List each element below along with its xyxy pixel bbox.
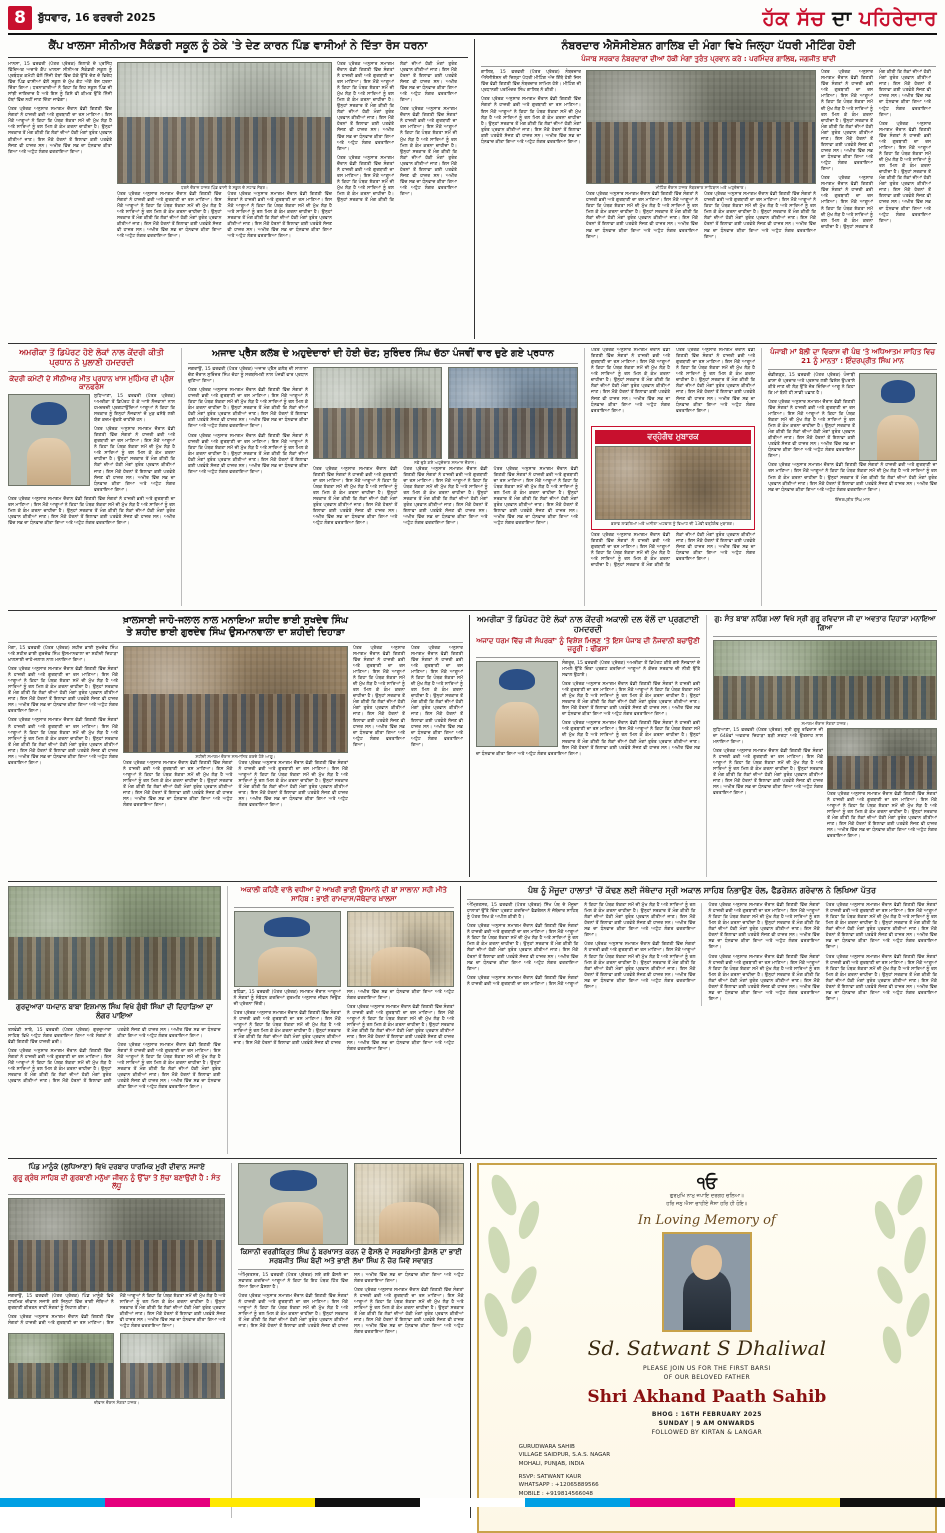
subheadline: ਕੇਂਦਰੀ ਕਮੇਟੀ ਦੇ ਸੀਨੀਅਰ ਮੀਤ ਪ੍ਰਧਾਨ ਖਾਸ ਮੁਹਿੰਮਰ ਦੀ ਪ੍ਰੈਸ ਕਾਨਫਰੰਸ bbox=[9, 375, 174, 392]
deceased-photo bbox=[662, 1232, 752, 1332]
bhog-date: BHOG : 16TH FEBRUARY 2025 bbox=[651, 1410, 762, 1418]
article-photo-2 bbox=[347, 911, 454, 987]
article-photo bbox=[586, 70, 816, 184]
article-text: ਚੰਡੀਗੜ੍ਹ, 15 ਫਰਵਰੀ (ਪੱਤਰ ਪ੍ਰੇਰਕ) ਪੰਜਾਬੀ ਭਾਸ਼ਾ ਦੇ ਪ੍ਰਚਾਰ ਅਤੇ ਪ੍ਰਸਾਰ ਲਈ ਵਿਸ਼ੇਸ਼ ਉਪਰਾਲੇ ਕੀਤੇ ਜਾਣ ਦੀ ਲੋੜ ਉੱਤੇ ਜ਼ੋਰ ਦਿੰਦਿਆਂ ਆਗੂ ਨੇ ਕਿਹਾ ਕਿ ਮਾਂ ਬੋਲੀ ਹੀ ਸਾਡੀ ਪਛਾਣ ਹੈ। ਪੱਤਰ ਪ੍ਰੇਰਕ ਅਨੁਸਾਰ ਸਮਾਗਮ ਦੌਰਾਨ ਵੱਡੀ ਗਿਣਤੀ ਵਿੱਚ ਸੰਗਤਾਂ ਨੇ ਹਾਜ਼ਰੀ ਭਰੀ ਅਤੇ ਗੁਰਬਾਣੀ ਦਾ ਰਸ ਮਾਣਿਆ। ਇਸ ਮੌਕੇ ਆਗੂਆਂ ਨੇ ਕਿਹਾ ਕਿ ਪੰਥਕ ਏਕਤਾ ਸਮੇਂ ਦੀ ਮੁੱਖ ਲੋੜ ਹੈ ਅਤੇ ਸਾਰਿਆਂ ਨੂੰ ਰਲ ਮਿਲ ਕੇ ਕੰਮ ਕਰਨਾ ਚਾਹੀਦਾ ਹੈ। ਉਨ੍ਹਾਂ ਸਰਕਾਰ ਤੋਂ ਮੰਗ ਕੀਤੀ ਕਿ ਲੋਕਾਂ ਦੀਆਂ ਹੱਕੀ ਮੰਗਾਂ ਤੁਰੰਤ ਪ੍ਰਵਾਨ ਕੀਤੀਆਂ ਜਾਣ। ਇਸ ਮੌਕੇ ਹੋਰਨਾਂ ਤੋਂ ਇਲਾਵਾ ਕਈ ਪਤਵੰਤੇ ਸੱਜਣ ਵੀ ਹਾਜ਼ਰ ਸਨ। ਅਖੀਰ ਵਿੱਚ ਸਭ ਦਾ ਧੰਨਵਾਦ ਕੀਤਾ ਗਿਆ ਅਤੇ ਅਟੁੱਟ ਲੰਗਰ ਵਰਤਾਇਆ ਗਿਆ। ਪੱਤਰ ਪ੍ਰੇਰਕ ਅਨੁਸਾਰ ਸਮਾਗਮ ਦੌਰਾਨ ਵੱਡੀ ਗਿਣਤੀ ਵਿੱਚ ਸੰਗਤਾਂ ਨੇ ਹਾਜ਼ਰੀ ਭਰੀ ਅਤੇ ਗੁਰਬਾਣੀ ਦਾ ਰਸ ਮਾਣਿਆ। ਇਸ ਮੌਕੇ ਆਗੂਆਂ ਨੇ ਕਿਹਾ ਕਿ ਪੰਥਕ ਏਕਤਾ ਸਮੇਂ ਦੀ ਮੁੱਖ ਲੋੜ ਹੈ ਅਤੇ ਸਾਰਿਆਂ ਨੂੰ ਰਲ ਮਿਲ ਕੇ ਕੰਮ ਕਰਨਾ ਚਾਹੀਦਾ ਹੈ। ਉਨ੍ਹਾਂ ਸਰਕਾਰ ਤੋਂ ਮੰਗ ਕੀਤੀ ਕਿ ਲੋਕਾਂ ਦੀਆਂ ਹੱਕੀ ਮੰਗਾਂ ਤੁਰੰਤ ਪ੍ਰਵਾਨ ਕੀਤੀਆਂ ਜਾਣ। ਇਸ ਮੌਕੇ ਹੋਰਨਾਂ ਤੋਂ ਇਲਾਵਾ ਕਈ ਪਤਵੰਤੇ ਸੱਜਣ ਵੀ ਹਾਜ਼ਰ ਸਨ। ਅਖੀਰ ਵਿੱਚ ਸਭ ਦਾ ਧੰਨਵਾਦ ਕੀਤਾ ਗਿਆ ਅਤੇ ਅਟੁੱਟ ਲੰਗਰ ਵਰਤਾਇਆ ਗਿਆ। bbox=[768, 372, 937, 493]
headline: ਅਜਾਦ ਪ੍ਰੈੱਸ ਕਲੱਬ ਦੇ ਅਹੁਦੇਦਾਰਾਂ ਦੀ ਹੋਈ ਚੋਣ; ਸੁਰਿੰਦਰ ਸਿੰਘ ਚੱਠਾ ਪੰਜਵੀਂ ਵਾਰ ਚੁਣੇ ਗਏ ਪ੍ਰਧਾਨ bbox=[212, 348, 554, 359]
headline: ਕਿਸਾਨੀ ਵਰਗੀਕ੍ਰਿਤ ਸਿੰਘ ਨੂੰ ਬਰਖਾਸਤ ਕਰਨ ਦੇ ਫੈਸਲੇ ਦੇ ਸਰਬਸੰਮਤੀ ਫ਼ੈਸਲੇ ਦਾ ਭਾਈ ਸਰਬਜੀਤ ਸਿੰਘ ਬੇਦੀ ਅਤੇ ਭਾਈ ਲੱਖਾ ਸਿੰਘ ਨੇ ਜ਼ੋਰ ਜਿਵੇਂ ਸਵਾਗਤ bbox=[240, 1248, 462, 1265]
headline: ਅਮਰੀਕਾ ਤੋਂ ਡਿਪੋਰਟ ਹੋਏ ਲੋਕਾਂ ਨਾਲ ਕੇਂਦਰੀ ਕੀਤੀ ਪ੍ਰਧਾਨ ਨੇ ਪੁਲਾਣੀ ਹਮਦਰਦੀ bbox=[19, 348, 164, 367]
masthead-left bbox=[8, 6, 156, 30]
headline: ਅਮਰੀਕਾ ਤੋਂ ਡਿਪੋਰਟ ਹੋਏ ਲੋਕਾਂ ਨਾਲ ਕੇਂਦਰੀ ਅਕਾਲੀ ਦਲ ਵੱਲੋਂ ਦਾ ਪ੍ਰਗਟਾਈ ਹਮਦਰਦੀ bbox=[477, 615, 699, 634]
article-photo-1 bbox=[238, 1163, 348, 1245]
article-text-col: ਲੁਧਿਆਣਾ, 15 ਫਰਵਰੀ (ਪੱਤਰ ਪ੍ਰੇਰਕ) ਸ੍ਰੀ ਗੁਰੂ ਰਵਿਦਾਸ ਜੀ ਦਾ 648ਵਾਂ ਅਵਤਾਰ ਦਿਹਾੜਾ ਬੜੀ ਸ਼ਰਧਾ ਅਤੇ ਉਤਸ਼ਾਹ ਨਾਲ ਮਨਾਇਆ ਗਿਆ। ਪੱਤਰ ਪ੍ਰੇਰਕ ਅਨੁਸਾਰ ਸਮਾਗਮ ਦੌਰਾਨ ਵੱਡੀ ਗਿਣਤੀ ਵਿੱਚ ਸੰਗਤਾਂ ਨੇ ਹਾਜ਼ਰੀ ਭਰੀ ਅਤੇ ਗੁਰਬਾਣੀ ਦਾ ਰਸ ਮਾਣਿਆ। ਇਸ ਮੌਕੇ ਆਗੂਆਂ ਨੇ ਕਿਹਾ ਕਿ ਪੰਥਕ ਏਕਤਾ ਸਮੇਂ ਦੀ ਮੁੱਖ ਲੋੜ ਹੈ ਅਤੇ ਸਾਰਿਆਂ ਨੂੰ ਰਲ ਮਿਲ ਕੇ ਕੰਮ ਕਰਨਾ ਚਾਹੀਦਾ ਹੈ। ਉਨ੍ਹਾਂ ਸਰਕਾਰ ਤੋਂ ਮੰਗ ਕੀਤੀ ਕਿ ਲੋਕਾਂ ਦੀਆਂ ਹੱਕੀ ਮੰਗਾਂ ਤੁਰੰਤ ਪ੍ਰਵਾਨ ਕੀਤੀਆਂ ਜਾਣ। ਇਸ ਮੌਕੇ ਹੋਰਨਾਂ ਤੋਂ ਇਲਾਵਾ ਕਈ ਪਤਵੰਤੇ ਸੱਜਣ ਵੀ ਹਾਜ਼ਰ ਸਨ। ਅਖੀਰ ਵਿੱਚ ਸਭ ਦਾ ਧੰਨਵਾਦ ਕੀਤਾ ਗਿਆ ਅਤੇ ਅਟੁੱਟ ਲੰਗਰ ਵਰਤਾਇਆ ਗਿਆ। bbox=[712, 727, 823, 797]
article-press-club bbox=[188, 348, 578, 606]
article-photo-1 bbox=[234, 911, 341, 987]
masthead bbox=[8, 6, 937, 35]
subheadline: ਅਜਾਦ ਧਰਮ ਵਿੱਚ ਜੀ ਸੰਪਰਕਾਂ' ਨੂੰ ਵਿਸ਼ੇਸ਼ ਮਿਲਣ 'ਤੇ ਇਸ ਪੰਜਾਬ ਦੀ ਨੌਜਵਾਨੀ ਬਚਾਉਣੀ ਜ਼ਰੂਰੀ : ਢੀਂਡਸਾ bbox=[476, 637, 700, 654]
event-day-time: SUNDAY | 9 AM ONWARDS bbox=[658, 1419, 756, 1427]
headline: ਪੰਜਾਬੀ ਮਾਂ ਬੋਲੀ ਦਾ ਵਿਕਾਸ ਵੀ ਪੰਥ 'ਤੇ ਅਧਿਆਤਮ ਸਾਹਿਤ ਵਿਚ 21 ਨੂੰ ਮਾਨਤਾ : ਇੰਦਰਪ੍ਰੀਤ ਸਿੰਘ ਮਾਨ bbox=[770, 348, 936, 365]
article-photo-2 bbox=[354, 1163, 464, 1245]
article-akali-khalsa bbox=[234, 886, 454, 1154]
article-text-under-photo: ਪੱਤਰ ਪ੍ਰੇਰਕ ਅਨੁਸਾਰ ਸਮਾਗਮ ਦੌਰਾਨ ਵੱਡੀ ਗਿਣਤੀ ਵਿੱਚ ਸੰਗਤਾਂ ਨੇ ਹਾਜ਼ਰੀ ਭਰੀ ਅਤੇ ਗੁਰਬਾਣੀ ਦਾ ਰਸ ਮਾਣਿਆ। ਇਸ ਮੌਕੇ ਆਗੂਆਂ ਨੇ ਕਿਹਾ ਕਿ ਪੰਥਕ ਏਕਤਾ ਸਮੇਂ ਦੀ ਮੁੱਖ ਲੋੜ ਹੈ ਅਤੇ ਸਾਰਿਆਂ ਨੂੰ ਰਲ ਮਿਲ ਕੇ ਕੰਮ ਕਰਨਾ ਚਾਹੀਦਾ ਹੈ। ਉਨ੍ਹਾਂ ਸਰਕਾਰ ਤੋਂ ਮੰਗ ਕੀਤੀ ਕਿ ਲੋਕਾਂ ਦੀਆਂ ਹੱਕੀ ਮੰਗਾਂ ਤੁਰੰਤ ਪ੍ਰਵਾਨ ਕੀਤੀਆਂ ਜਾਣ। ਇਸ ਮੌਕੇ ਹੋਰਨਾਂ ਤੋਂ ਇਲਾਵਾ ਕਈ ਪਤਵੰਤੇ ਸੱਜਣ ਵੀ ਹਾਜ਼ਰ ਸਨ। ਅਖੀਰ ਵਿੱਚ ਸਭ ਦਾ ਧੰਨਵਾਦ ਕੀਤਾ ਗਿਆ ਅਤੇ ਅਟੁੱਟ ਲੰਗਰ ਵਰਤਾਇਆ ਗਿਆ। ਪੱਤਰ ਪ੍ਰੇਰਕ ਅਨੁਸਾਰ ਸਮਾਗਮ ਦੌਰਾਨ ਵੱਡੀ ਗਿਣਤੀ ਵਿੱਚ ਸੰਗਤਾਂ ਨੇ ਹਾਜ਼ਰੀ ਭਰੀ ਅਤੇ ਗੁਰਬਾਣੀ ਦਾ ਰਸ ਮਾਣਿਆ। ਇਸ ਮੌਕੇ ਆਗੂਆਂ ਨੇ ਕਿਹਾ ਕਿ ਪੰਥਕ ਏਕਤਾ ਸਮੇਂ ਦੀ ਮੁੱਖ ਲੋੜ ਹੈ ਅਤੇ ਸਾਰਿਆਂ ਨੂੰ ਰਲ ਮਿਲ ਕੇ ਕੰਮ ਕਰਨਾ ਚਾਹੀਦਾ ਹੈ। ਉਨ੍ਹਾਂ ਸਰਕਾਰ ਤੋਂ ਮੰਗ ਕੀਤੀ ਕਿ ਲੋਕਾਂ ਦੀਆਂ ਹੱਕੀ ਮੰਗਾਂ ਤੁਰੰਤ ਪ੍ਰਵਾਨ ਕੀਤੀਆਂ ਜਾਣ। ਇਸ ਮੌਕੇ ਹੋਰਨਾਂ ਤੋਂ ਇਲਾਵਾ ਕਈ ਪਤਵੰਤੇ ਸੱਜਣ ਵੀ ਹਾਜ਼ਰ ਸਨ। ਅਖੀਰ ਵਿੱਚ ਸਭ ਦਾ ਧੰਨਵਾਦ ਕੀਤਾ ਗਿਆ ਅਤੇ ਅਟੁੱਟ ਲੰਗਰ ਵਰਤਾਇਆ ਗਿਆ। bbox=[586, 192, 816, 240]
article-text: ਸੰਗਰੂਰ, 15 ਫਰਵਰੀ (ਪੱਤਰ ਪ੍ਰੇਰਕ) ਅਮਰੀਕਾ ਤੋਂ ਡਿਪੋਰਟ ਕੀਤੇ ਗਏ ਨੌਜਵਾਨਾਂ ਦੇ ਮਾਮਲੇ ਉੱਤੇ ਚਿੰਤਾ ਪ੍ਰਗਟ ਕਰਦਿਆਂ ਆਗੂਆਂ ਨੇ ਕੇਂਦਰ ਸਰਕਾਰ ਦੀ ਨੀਤੀ ਉੱਤੇ ਸਵਾਲ ਉਠਾਏ। ਪੱਤਰ ਪ੍ਰੇਰਕ ਅਨੁਸਾਰ ਸਮਾਗਮ ਦੌਰਾਨ ਵੱਡੀ ਗਿਣਤੀ ਵਿੱਚ ਸੰਗਤਾਂ ਨੇ ਹਾਜ਼ਰੀ ਭਰੀ ਅਤੇ ਗੁਰਬਾਣੀ ਦਾ ਰਸ ਮਾਣਿਆ। ਇਸ ਮੌਕੇ ਆਗੂਆਂ ਨੇ ਕਿਹਾ ਕਿ ਪੰਥਕ ਏਕਤਾ ਸਮੇਂ ਦੀ ਮੁੱਖ ਲੋੜ ਹੈ ਅਤੇ ਸਾਰਿਆਂ ਨੂੰ ਰਲ ਮਿਲ ਕੇ ਕੰਮ ਕਰਨਾ ਚਾਹੀਦਾ ਹੈ। ਉਨ੍ਹਾਂ ਸਰਕਾਰ ਤੋਂ ਮੰਗ ਕੀਤੀ ਕਿ ਲੋਕਾਂ ਦੀਆਂ ਹੱਕੀ ਮੰਗਾਂ ਤੁਰੰਤ ਪ੍ਰਵਾਨ ਕੀਤੀਆਂ ਜਾਣ। ਇਸ ਮੌਕੇ ਹੋਰਨਾਂ ਤੋਂ ਇਲਾਵਾ ਕਈ ਪਤਵੰਤੇ ਸੱਜਣ ਵੀ ਹਾਜ਼ਰ ਸਨ। ਅਖੀਰ ਵਿੱਚ ਸਭ ਦਾ ਧੰਨਵਾਦ ਕੀਤਾ ਗਿਆ ਅਤੇ ਅਟੁੱਟ ਲੰਗਰ ਵਰਤਾਇਆ ਗਿਆ। ਪੱਤਰ ਪ੍ਰੇਰਕ ਅਨੁਸਾਰ ਸਮਾਗਮ ਦੌਰਾਨ ਵੱਡੀ ਗਿਣਤੀ ਵਿੱਚ ਸੰਗਤਾਂ ਨੇ ਹਾਜ਼ਰੀ ਭਰੀ ਅਤੇ ਗੁਰਬਾਣੀ ਦਾ ਰਸ ਮਾਣਿਆ। ਇਸ ਮੌਕੇ ਆਗੂਆਂ ਨੇ ਕਿਹਾ ਕਿ ਪੰਥਕ ਏਕਤਾ ਸਮੇਂ ਦੀ ਮੁੱਖ ਲੋੜ ਹੈ ਅਤੇ ਸਾਰਿਆਂ ਨੂੰ ਰਲ ਮਿਲ ਕੇ ਕੰਮ ਕਰਨਾ ਚਾਹੀਦਾ ਹੈ। ਉਨ੍ਹਾਂ ਸਰਕਾਰ ਤੋਂ ਮੰਗ ਕੀਤੀ ਕਿ ਲੋਕਾਂ ਦੀਆਂ ਹੱਕੀ ਮੰਗਾਂ ਤੁਰੰਤ ਪ੍ਰਵਾਨ ਕੀਤੀਆਂ ਜਾਣ। ਇਸ ਮੌਕੇ ਹੋਰਨਾਂ ਤੋਂ ਇਲਾਵਾ ਕਈ ਪਤਵੰਤੇ ਸੱਜਣ ਵੀ ਹਾਜ਼ਰ ਸਨ। ਅਖੀਰ ਵਿੱਚ ਸਭ ਦਾ ਧੰਨਵਾਦ ਕੀਤਾ ਗਿਆ ਅਤੇ ਅਟੁੱਟ ਲੰਗਰ ਵਰਤਾਇਆ ਗਿਆ। bbox=[475, 660, 701, 757]
rsvp-line: RSVP: SATWANT KAUR bbox=[518, 1473, 582, 1480]
title-part-1: ਹੱਕ ਸੱਚ bbox=[762, 6, 825, 30]
article-text: ਅੰਮ੍ਰਿਤਸਰ, 15 ਫਰਵਰੀ (ਪੱਤਰ ਪ੍ਰੇਰਕ) ਲਏ ਗਏ ਫ਼ੈਸਲੇ ਦਾ ਸਵਾਗਤ ਕਰਦਿਆਂ ਆਗੂਆਂ ਨੇ ਕਿਹਾ ਕਿ ਇਹ ਪੰਥਕ ਹਿੱਤ ਵਿੱਚ ਲਿਆ ਗਿਆ ਫ਼ੈਸਲਾ ਹੈ। ਪੱਤਰ ਪ੍ਰੇਰਕ ਅਨੁਸਾਰ ਸਮਾਗਮ ਦੌਰਾਨ ਵੱਡੀ ਗਿਣਤੀ ਵਿੱਚ ਸੰਗਤਾਂ ਨੇ ਹਾਜ਼ਰੀ ਭਰੀ ਅਤੇ ਗੁਰਬਾਣੀ ਦਾ ਰਸ ਮਾਣਿਆ। ਇਸ ਮੌਕੇ ਆਗੂਆਂ ਨੇ ਕਿਹਾ ਕਿ ਪੰਥਕ ਏਕਤਾ ਸਮੇਂ ਦੀ ਮੁੱਖ ਲੋੜ ਹੈ ਅਤੇ ਸਾਰਿਆਂ ਨੂੰ ਰਲ ਮਿਲ ਕੇ ਕੰਮ ਕਰਨਾ ਚਾਹੀਦਾ ਹੈ। ਉਨ੍ਹਾਂ ਸਰਕਾਰ ਤੋਂ ਮੰਗ ਕੀਤੀ ਕਿ ਲੋਕਾਂ ਦੀਆਂ ਹੱਕੀ ਮੰਗਾਂ ਤੁਰੰਤ ਪ੍ਰਵਾਨ ਕੀਤੀਆਂ ਜਾਣ। ਇਸ ਮੌਕੇ ਹੋਰਨਾਂ ਤੋਂ ਇਲਾਵਾ ਕਈ ਪਤਵੰਤੇ ਸੱਜਣ ਵੀ ਹਾਜ਼ਰ ਸਨ। ਅਖੀਰ ਵਿੱਚ ਸਭ ਦਾ ਧੰਨਵਾਦ ਕੀਤਾ ਗਿਆ ਅਤੇ ਅਟੁੱਟ ਲੰਗਰ ਵਰਤਾਇਆ ਗਿਆ। ਪੱਤਰ ਪ੍ਰੇਰਕ ਅਨੁਸਾਰ ਸਮਾਗਮ ਦੌਰਾਨ ਵੱਡੀ ਗਿਣਤੀ ਵਿੱਚ ਸੰਗਤਾਂ ਨੇ ਹਾਜ਼ਰੀ ਭਰੀ ਅਤੇ ਗੁਰਬਾਣੀ ਦਾ ਰਸ ਮਾਣਿਆ। ਇਸ ਮੌਕੇ ਆਗੂਆਂ ਨੇ ਕਿਹਾ ਕਿ ਪੰਥਕ ਏਕਤਾ ਸਮੇਂ ਦੀ ਮੁੱਖ ਲੋੜ ਹੈ ਅਤੇ ਸਾਰਿਆਂ ਨੂੰ ਰਲ ਮਿਲ ਕੇ ਕੰਮ ਕਰਨਾ ਚਾਹੀਦਾ ਹੈ। ਉਨ੍ਹਾਂ ਸਰਕਾਰ ਤੋਂ ਮੰਗ ਕੀਤੀ ਕਿ ਲੋਕਾਂ ਦੀਆਂ ਹੱਕੀ ਮੰਗਾਂ ਤੁਰੰਤ ਪ੍ਰਵਾਨ ਕੀਤੀਆਂ ਜਾਣ। ਇਸ ਮੌਕੇ ਹੋਰਨਾਂ ਤੋਂ ਇਲਾਵਾ ਕਈ ਪਤਵੰਤੇ ਸੱਜਣ ਵੀ ਹਾਜ਼ਰ ਸਨ। ਅਖੀਰ ਵਿੱਚ ਸਭ ਦਾ ਧੰਨਵਾਦ ਕੀਤਾ ਗਿਆ ਅਤੇ ਅਟੁੱਟ ਲੰਗਰ ਵਰਤਾਇਆ ਗਿਆ। bbox=[238, 1272, 464, 1336]
title-part-2: ਦਾ bbox=[832, 6, 852, 30]
article-text: ਬਠਿੰਡਾ, 15 ਫਰਵਰੀ (ਪੱਤਰ ਪ੍ਰੇਰਕ) ਸਮਾਗਮ ਦੌਰਾਨ ਆਗੂਆਂ ਨੇ ਸੰਗਤਾਂ ਨੂੰ ਸੰਬੋਧਨ ਕਰਦਿਆਂ ਗੁਰਮਤਿ ਅਨੁਸਾਰ ਜੀਵਨ ਜਿਉਣ ਦੀ ਪ੍ਰੇਰਨਾ ਦਿੱਤੀ। ਪੱਤਰ ਪ੍ਰੇਰਕ ਅਨੁਸਾਰ ਸਮਾਗਮ ਦੌਰਾਨ ਵੱਡੀ ਗਿਣਤੀ ਵਿੱਚ ਸੰਗਤਾਂ ਨੇ ਹਾਜ਼ਰੀ ਭਰੀ ਅਤੇ ਗੁਰਬਾਣੀ ਦਾ ਰਸ ਮਾਣਿਆ। ਇਸ ਮੌਕੇ ਆਗੂਆਂ ਨੇ ਕਿਹਾ ਕਿ ਪੰਥਕ ਏਕਤਾ ਸਮੇਂ ਦੀ ਮੁੱਖ ਲੋੜ ਹੈ ਅਤੇ ਸਾਰਿਆਂ ਨੂੰ ਰਲ ਮਿਲ ਕੇ ਕੰਮ ਕਰਨਾ ਚਾਹੀਦਾ ਹੈ। ਉਨ੍ਹਾਂ ਸਰਕਾਰ ਤੋਂ ਮੰਗ ਕੀਤੀ ਕਿ ਲੋਕਾਂ ਦੀਆਂ ਹੱਕੀ ਮੰਗਾਂ ਤੁਰੰਤ ਪ੍ਰਵਾਨ ਕੀਤੀਆਂ ਜਾਣ। ਇਸ ਮੌਕੇ ਹੋਰਨਾਂ ਤੋਂ ਇਲਾਵਾ ਕਈ ਪਤਵੰਤੇ ਸੱਜਣ ਵੀ ਹਾਜ਼ਰ ਸਨ। ਅਖੀਰ ਵਿੱਚ ਸਭ ਦਾ ਧੰਨਵਾਦ ਕੀਤਾ ਗਿਆ ਅਤੇ ਅਟੁੱਟ ਲੰਗਰ ਵਰਤਾਇਆ ਗਿਆ। ਪੱਤਰ ਪ੍ਰੇਰਕ ਅਨੁਸਾਰ ਸਮਾਗਮ ਦੌਰਾਨ ਵੱਡੀ ਗਿਣਤੀ ਵਿੱਚ ਸੰਗਤਾਂ ਨੇ ਹਾਜ਼ਰੀ ਭਰੀ ਅਤੇ ਗੁਰਬਾਣੀ ਦਾ ਰਸ ਮਾਣਿਆ। ਇਸ ਮੌਕੇ ਆਗੂਆਂ ਨੇ ਕਿਹਾ ਕਿ ਪੰਥਕ ਏਕਤਾ ਸਮੇਂ ਦੀ ਮੁੱਖ ਲੋੜ ਹੈ ਅਤੇ ਸਾਰਿਆਂ ਨੂੰ ਰਲ ਮਿਲ ਕੇ ਕੰਮ ਕਰਨਾ ਚਾਹੀਦਾ ਹੈ। ਉਨ੍ਹਾਂ ਸਰਕਾਰ ਤੋਂ ਮੰਗ ਕੀਤੀ ਕਿ ਲੋਕਾਂ ਦੀਆਂ ਹੱਕੀ ਮੰਗਾਂ ਤੁਰੰਤ ਪ੍ਰਵਾਨ ਕੀਤੀਆਂ ਜਾਣ। ਇਸ ਮੌਕੇ ਹੋਰਨਾਂ ਤੋਂ ਇਲਾਵਾ ਕਈ ਪਤਵੰਤੇ ਸੱਜਣ ਵੀ ਹਾਜ਼ਰ ਸਨ। ਅਖੀਰ ਵਿੱਚ ਸਭ ਦਾ ਧੰਨਵਾਦ ਕੀਤਾ ਗਿਆ ਅਤੇ ਅਟੁੱਟ ਲੰਗਰ ਵਰਤਾਇਆ ਗਿਆ। bbox=[233, 989, 455, 1053]
article-text-col: ਜਗਰਾਉਂ, 15 ਫਰਵਰੀ (ਪੱਤਰ ਪ੍ਰੇਰਕ) ਅਜਾਦ ਪ੍ਰੈੱਸ ਕਲੱਬ ਦੀ ਸਾਲਾਨਾ ਚੋਣ ਦੌਰਾਨ ਸੁਰਿੰਦਰ ਸਿੰਘ ਚੱਠਾ ਨੂੰ ਸਰਬਸੰਮਤੀ ਨਾਲ ਪੰਜਵੀਂ ਵਾਰ ਪ੍ਰਧਾਨ ਚੁਣਿਆ ਗਿਆ। ਪੱਤਰ ਪ੍ਰੇਰਕ ਅਨੁਸਾਰ ਸਮਾਗਮ ਦੌਰਾਨ ਵੱਡੀ ਗਿਣਤੀ ਵਿੱਚ ਸੰਗਤਾਂ ਨੇ ਹਾਜ਼ਰੀ ਭਰੀ ਅਤੇ ਗੁਰਬਾਣੀ ਦਾ ਰਸ ਮਾਣਿਆ। ਇਸ ਮੌਕੇ ਆਗੂਆਂ ਨੇ ਕਿਹਾ ਕਿ ਪੰਥਕ ਏਕਤਾ ਸਮੇਂ ਦੀ ਮੁੱਖ ਲੋੜ ਹੈ ਅਤੇ ਸਾਰਿਆਂ ਨੂੰ ਰਲ ਮਿਲ ਕੇ ਕੰਮ ਕਰਨਾ ਚਾਹੀਦਾ ਹੈ। ਉਨ੍ਹਾਂ ਸਰਕਾਰ ਤੋਂ ਮੰਗ ਕੀਤੀ ਕਿ ਲੋਕਾਂ ਦੀਆਂ ਹੱਕੀ ਮੰਗਾਂ ਤੁਰੰਤ ਪ੍ਰਵਾਨ ਕੀਤੀਆਂ ਜਾਣ। ਇਸ ਮੌਕੇ ਹੋਰਨਾਂ ਤੋਂ ਇਲਾਵਾ ਕਈ ਪਤਵੰਤੇ ਸੱਜਣ ਵੀ ਹਾਜ਼ਰ ਸਨ। ਅਖੀਰ ਵਿੱਚ ਸਭ ਦਾ ਧੰਨਵਾਦ ਕੀਤਾ ਗਿਆ ਅਤੇ ਅਟੁੱਟ ਲੰਗਰ ਵਰਤਾਇਆ ਗਿਆ। ਪੱਤਰ ਪ੍ਰੇਰਕ ਅਨੁਸਾਰ ਸਮਾਗਮ ਦੌਰਾਨ ਵੱਡੀ ਗਿਣਤੀ ਵਿੱਚ ਸੰਗਤਾਂ ਨੇ ਹਾਜ਼ਰੀ ਭਰੀ ਅਤੇ ਗੁਰਬਾਣੀ ਦਾ ਰਸ ਮਾਣਿਆ। ਇਸ ਮੌਕੇ ਆਗੂਆਂ ਨੇ ਕਿਹਾ ਕਿ ਪੰਥਕ ਏਕਤਾ ਸਮੇਂ ਦੀ ਮੁੱਖ ਲੋੜ ਹੈ ਅਤੇ ਸਾਰਿਆਂ ਨੂੰ ਰਲ ਮਿਲ ਕੇ ਕੰਮ ਕਰਨਾ ਚਾਹੀਦਾ ਹੈ। ਉਨ੍ਹਾਂ ਸਰਕਾਰ ਤੋਂ ਮੰਗ ਕੀਤੀ ਕਿ ਲੋਕਾਂ ਦੀਆਂ ਹੱਕੀ ਮੰਗਾਂ ਤੁਰੰਤ ਪ੍ਰਵਾਨ ਕੀਤੀਆਂ ਜਾਣ। ਇਸ ਮੌਕੇ ਹੋਰਨਾਂ ਤੋਂ ਇਲਾਵਾ ਕਈ ਪਤਵੰਤੇ ਸੱਜਣ ਵੀ ਹਾਜ਼ਰ ਸਨ। ਅਖੀਰ ਵਿੱਚ ਸਭ ਦਾ ਧੰਨਵਾਦ ਕੀਤਾ ਗਿਆ ਅਤੇ ਅਟੁੱਟ ਲੰਗਰ ਵਰਤਾਇਆ ਗਿਆ। bbox=[187, 366, 308, 475]
article-photo bbox=[123, 646, 348, 753]
page-number: 8 bbox=[8, 6, 32, 30]
photo-caption: ਮੀਟਿੰਗ ਦੌਰਾਨ ਹਾਜ਼ਰ ਨੰਬਰਦਾਰ ਸਾਹਿਬਾਨ ਅਤੇ ਅਹੁਦੇਦਾਰ। bbox=[655, 185, 747, 191]
event-title: Shri Akhand Paath Sahib bbox=[587, 1386, 827, 1407]
deceased-name: Sd. Satwant S Dhaliwal bbox=[587, 1335, 826, 1360]
row-lead bbox=[8, 39, 937, 339]
memorial-advert bbox=[477, 1163, 937, 1518]
headline-line-1: ਖ਼ਾਲਸਾਈ ਜਾਹੋ-ਜਲਾਲ ਨਾਲ ਮਨਾਇਆ ਸ਼ਹੀਦ ਭਾਈ ਸੁਖਦੇਵ ਸਿੰਘ bbox=[123, 615, 348, 626]
photo-caption: ਸਮਾਗਮ ਦੌਰਾਨ ਸੰਗਤਾਂ ਹਾਜ਼ਰ। bbox=[801, 720, 849, 726]
article-text-right: ਪੱਤਰ ਪ੍ਰੇਰਕ ਅਨੁਸਾਰ ਸਮਾਗਮ ਦੌਰਾਨ ਵੱਡੀ ਗਿਣਤੀ ਵਿੱਚ ਸੰਗਤਾਂ ਨੇ ਹਾਜ਼ਰੀ ਭਰੀ ਅਤੇ ਗੁਰਬਾਣੀ ਦਾ ਰਸ ਮਾਣਿਆ। ਇਸ ਮੌਕੇ ਆਗੂਆਂ ਨੇ ਕਿਹਾ ਕਿ ਪੰਥਕ ਏਕਤਾ ਸਮੇਂ ਦੀ ਮੁੱਖ ਲੋੜ ਹੈ ਅਤੇ ਸਾਰਿਆਂ ਨੂੰ ਰਲ ਮਿਲ ਕੇ ਕੰਮ ਕਰਨਾ ਚਾਹੀਦਾ ਹੈ। ਉਨ੍ਹਾਂ ਸਰਕਾਰ ਤੋਂ ਮੰਗ ਕੀਤੀ ਕਿ ਲੋਕਾਂ ਦੀਆਂ ਹੱਕੀ ਮੰਗਾਂ ਤੁਰੰਤ ਪ੍ਰਵਾਨ ਕੀਤੀਆਂ ਜਾਣ। ਇਸ ਮੌਕੇ ਹੋਰਨਾਂ ਤੋਂ ਇਲਾਵਾ ਕਈ ਪਤਵੰਤੇ ਸੱਜਣ ਵੀ ਹਾਜ਼ਰ ਸਨ। ਅਖੀਰ ਵਿੱਚ ਸਭ ਦਾ ਧੰਨਵਾਦ ਕੀਤਾ ਗਿਆ ਅਤੇ ਅਟੁੱਟ ਲੰਗਰ ਵਰਤਾਇਆ ਗਿਆ। ਪੱਤਰ ਪ੍ਰੇਰਕ ਅਨੁਸਾਰ ਸਮਾਗਮ ਦੌਰਾਨ ਵੱਡੀ ਗਿਣਤੀ ਵਿੱਚ ਸੰਗਤਾਂ ਨੇ ਹਾਜ਼ਰੀ ਭਰੀ ਅਤੇ ਗੁਰਬਾਣੀ ਦਾ ਰਸ ਮਾਣਿਆ। ਇਸ ਮੌਕੇ ਆਗੂਆਂ ਨੇ ਕਿਹਾ ਕਿ ਪੰਥਕ ਏਕਤਾ ਸਮੇਂ ਦੀ ਮੁੱਖ ਲੋੜ ਹੈ ਅਤੇ ਸਾਰਿਆਂ ਨੂੰ ਰਲ ਮਿਲ ਕੇ ਕੰਮ ਕਰਨਾ ਚਾਹੀਦਾ ਹੈ। ਉਨ੍ਹਾਂ ਸਰਕਾਰ ਤੋਂ ਮੰਗ ਕੀਤੀ ਕਿ ਲੋਕਾਂ ਦੀਆਂ ਹੱਕੀ ਮੰਗਾਂ ਤੁਰੰਤ ਪ੍ਰਵਾਨ ਕੀਤੀਆਂ ਜਾਣ। ਇਸ ਮੌਕੇ ਹੋਰਨਾਂ ਤੋਂ ਇਲਾਵਾ ਕਈ ਪਤਵੰਤੇ ਸੱਜਣ ਵੀ ਹਾਜ਼ਰ ਸਨ। ਅਖੀਰ ਵਿੱਚ ਸਭ ਦਾ ਧੰਨਵਾਦ ਕੀਤਾ ਗਿਆ ਅਤੇ ਅਟੁੱਟ ਲੰਗਰ ਵਰਤਾਇਆ ਗਿਆ। ਪੱਤਰ ਪ੍ਰੇਰਕ ਅਨੁਸਾਰ ਸਮਾਗਮ ਦੌਰਾਨ ਵੱਡੀ ਗਿਣਤੀ ਵਿੱਚ ਸੰਗਤਾਂ ਨੇ ਹਾਜ਼ਰੀ ਭਰੀ ਅਤੇ ਗੁਰਬਾਣੀ ਦਾ ਰਸ ਮਾਣਿਆ। ਇਸ ਮੌਕੇ ਆਗੂਆਂ ਨੇ ਕਿਹਾ ਕਿ ਪੰਥਕ ਏਕਤਾ ਸਮੇਂ ਦੀ ਮੁੱਖ ਲੋੜ ਹੈ ਅਤੇ ਸਾਰਿਆਂ ਨੂੰ ਰਲ ਮਿਲ ਕੇ ਕੰਮ ਕਰਨਾ ਚਾਹੀਦਾ ਹੈ। ਉਨ੍ਹਾਂ ਸਰਕਾਰ ਤੋਂ ਮੰਗ ਕੀਤੀ ਕਿ ਲੋਕਾਂ ਦੀਆਂ ਹੱਕੀ ਮੰਗਾਂ ਤੁਰੰਤ ਪ੍ਰਵਾਨ ਕੀਤੀਆਂ ਜਾਣ। ਇਸ ਮੌਕੇ ਹੋਰਨਾਂ ਤੋਂ ਇਲਾਵਾ ਕਈ ਪਤਵੰਤੇ ਸੱਜਣ ਵੀ ਹਾਜ਼ਰ ਸਨ। ਅਖੀਰ ਵਿੱਚ ਸਭ ਦਾ ਧੰਨਵਾਦ ਕੀਤਾ ਗਿਆ ਅਤੇ ਅਟੁੱਟ ਲੰਗਰ ਵਰਤਾਇਆ ਗਿਆ। bbox=[821, 70, 931, 230]
article-text-right: ਪੱਤਰ ਪ੍ਰੇਰਕ ਅਨੁਸਾਰ ਸਮਾਗਮ ਦੌਰਾਨ ਵੱਡੀ ਗਿਣਤੀ ਵਿੱਚ ਸੰਗਤਾਂ ਨੇ ਹਾਜ਼ਰੀ ਭਰੀ ਅਤੇ ਗੁਰਬਾਣੀ ਦਾ ਰਸ ਮਾਣਿਆ। ਇਸ ਮੌਕੇ ਆਗੂਆਂ ਨੇ ਕਿਹਾ ਕਿ ਪੰਥਕ ਏਕਤਾ ਸਮੇਂ ਦੀ ਮੁੱਖ ਲੋੜ ਹੈ ਅਤੇ ਸਾਰਿਆਂ ਨੂੰ ਰਲ ਮਿਲ ਕੇ ਕੰਮ ਕਰਨਾ ਚਾਹੀਦਾ ਹੈ। ਉਨ੍ਹਾਂ ਸਰਕਾਰ ਤੋਂ ਮੰਗ ਕੀਤੀ ਕਿ ਲੋਕਾਂ ਦੀਆਂ ਹੱਕੀ ਮੰਗਾਂ ਤੁਰੰਤ ਪ੍ਰਵਾਨ ਕੀਤੀਆਂ ਜਾਣ। ਇਸ ਮੌਕੇ ਹੋਰਨਾਂ ਤੋਂ ਇਲਾਵਾ ਕਈ ਪਤਵੰਤੇ ਸੱਜਣ ਵੀ ਹਾਜ਼ਰ ਸਨ। ਅਖੀਰ ਵਿੱਚ ਸਭ ਦਾ ਧੰਨਵਾਦ ਕੀਤਾ ਗਿਆ ਅਤੇ ਅਟੁੱਟ ਲੰਗਰ ਵਰਤਾਇਆ ਗਿਆ। ਪੱਤਰ ਪ੍ਰੇਰਕ ਅਨੁਸਾਰ ਸਮਾਗਮ ਦੌਰਾਨ ਵੱਡੀ ਗਿਣਤੀ ਵਿੱਚ ਸੰਗਤਾਂ ਨੇ ਹਾਜ਼ਰੀ ਭਰੀ ਅਤੇ ਗੁਰਬਾਣੀ ਦਾ ਰਸ ਮਾਣਿਆ। ਇਸ ਮੌਕੇ ਆਗੂਆਂ ਨੇ ਕਿਹਾ ਕਿ ਪੰਥਕ ਏਕਤਾ ਸਮੇਂ ਦੀ ਮੁੱਖ ਲੋੜ ਹੈ ਅਤੇ ਸਾਰਿਆਂ ਨੂੰ ਰਲ ਮਿਲ ਕੇ ਕੰਮ ਕਰਨਾ ਚਾਹੀਦਾ ਹੈ। ਉਨ੍ਹਾਂ ਸਰਕਾਰ ਤੋਂ ਮੰਗ ਕੀਤੀ ਕਿ ਲੋਕਾਂ ਦੀਆਂ ਹੱਕੀ ਮੰਗਾਂ ਤੁਰੰਤ ਪ੍ਰਵਾਨ ਕੀਤੀਆਂ ਜਾਣ। ਇਸ ਮੌਕੇ ਹੋਰਨਾਂ ਤੋਂ ਇਲਾਵਾ ਕਈ ਪਤਵੰਤੇ ਸੱਜਣ ਵੀ ਹਾਜ਼ਰ ਸਨ। ਅਖੀਰ ਵਿੱਚ ਸਭ ਦਾ ਧੰਨਵਾਦ ਕੀਤਾ ਗਿਆ ਅਤੇ ਅਟੁੱਟ ਲੰਗਰ ਵਰਤਾਇਆ ਗਿਆ। ਪੱਤਰ ਪ੍ਰੇਰਕ ਅਨੁਸਾਰ ਸਮਾਗਮ ਦੌਰਾਨ ਵੱਡੀ ਗਿਣਤੀ ਵਿੱਚ ਸੰਗਤਾਂ ਨੇ ਹਾਜ਼ਰੀ ਭਰੀ ਅਤੇ ਗੁਰਬਾਣੀ ਦਾ ਰਸ ਮਾਣਿਆ। ਇਸ ਮੌਕੇ ਆਗੂਆਂ ਨੇ ਕਿਹਾ ਕਿ ਪੰਥਕ ਏਕਤਾ ਸਮੇਂ ਦੀ ਮੁੱਖ ਲੋੜ ਹੈ ਅਤੇ ਸਾਰਿਆਂ ਨੂੰ ਰਲ ਮਿਲ ਕੇ ਕੰਮ ਕਰਨਾ ਚਾਹੀਦਾ ਹੈ। ਉਨ੍ਹਾਂ ਸਰਕਾਰ ਤੋਂ ਮੰਗ ਕੀਤੀ ਕਿ ਲੋਕਾਂ ਦੀਆਂ ਹੱਕੀ ਮੰਗਾਂ ਤੁਰੰਤ ਪ੍ਰਵਾਨ ਕੀਤੀਆਂ ਜਾਣ। ਇਸ ਮੌਕੇ ਹੋਰਨਾਂ ਤੋਂ ਇਲਾਵਾ ਕਈ ਪਤਵੰਤੇ ਸੱਜਣ ਵੀ ਹਾਜ਼ਰ ਸਨ। ਅਖੀਰ ਵਿੱਚ ਸਭ ਦਾ ਧੰਨਵਾਦ ਕੀਤਾ ਗਿਆ ਅਤੇ ਅਟੁੱਟ ਲੰਗਰ ਵਰਤਾਇਆ ਗਿਆ। bbox=[337, 61, 457, 204]
headline-line-2: ਤੇ ਸ਼ਹੀਦ ਭਾਈ ਗੁਰਦੇਵ ਸਿੰਘ ਉਸਮਾਨਵਾਲਾ ਦਾ ਸ਼ਹੀਦੀ ਦਿਹਾੜਾ bbox=[126, 626, 345, 638]
article-text-2: ਪੱਤਰ ਪ੍ਰੇਰਕ ਅਨੁਸਾਰ ਸਮਾਗਮ ਦੌਰਾਨ ਵੱਡੀ ਗਿਣਤੀ ਵਿੱਚ ਸੰਗਤਾਂ ਨੇ ਹਾਜ਼ਰੀ ਭਰੀ ਅਤੇ ਗੁਰਬਾਣੀ ਦਾ ਰਸ ਮਾਣਿਆ। ਇਸ ਮੌਕੇ ਆਗੂਆਂ ਨੇ ਕਿਹਾ ਕਿ ਪੰਥਕ ਏਕਤਾ ਸਮੇਂ ਦੀ ਮੁੱਖ ਲੋੜ ਹੈ ਅਤੇ ਸਾਰਿਆਂ ਨੂੰ ਰਲ ਮਿਲ ਕੇ ਕੰਮ ਕਰਨਾ ਚਾਹੀਦਾ ਹੈ। ਉਨ੍ਹਾਂ ਸਰਕਾਰ ਤੋਂ ਮੰਗ ਕੀਤੀ ਕਿ ਲੋਕਾਂ ਦੀਆਂ ਹੱਕੀ ਮੰਗਾਂ ਤੁਰੰਤ ਪ੍ਰਵਾਨ ਕੀਤੀਆਂ ਜਾਣ। ਇਸ ਮੌਕੇ ਹੋਰਨਾਂ ਤੋਂ ਇਲਾਵਾ ਕਈ ਪਤਵੰਤੇ ਸੱਜਣ ਵੀ ਹਾਜ਼ਰ ਸਨ। ਅਖੀਰ ਵਿੱਚ ਸਭ ਦਾ ਧੰਨਵਾਦ ਕੀਤਾ ਗਿਆ ਅਤੇ ਅਟੁੱਟ ਲੰਗਰ ਵਰਤਾਇਆ ਗਿਆ। ਪੱਤਰ ਪ੍ਰੇਰਕ ਅਨੁਸਾਰ ਸਮਾਗਮ ਦੌਰਾਨ ਵੱਡੀ ਗਿਣਤੀ ਵਿੱਚ ਸੰਗਤਾਂ ਨੇ ਹਾਜ਼ਰੀ ਭਰੀ ਅਤੇ ਗੁਰਬਾਣੀ ਦਾ ਰਸ ਮਾਣਿਆ। ਇਸ ਮੌਕੇ ਆਗੂਆਂ ਨੇ ਕਿਹਾ ਕਿ ਪੰਥਕ ਏਕਤਾ ਸਮੇਂ ਦੀ ਮੁੱਖ ਲੋੜ ਹੈ ਅਤੇ ਸਾਰਿਆਂ ਨੂੰ ਰਲ ਮਿਲ ਕੇ ਕੰਮ ਕਰਨਾ ਚਾਹੀਦਾ ਹੈ। ਉਨ੍ਹਾਂ ਸਰਕਾਰ ਤੋਂ ਮੰਗ ਕੀਤੀ ਕਿ ਲੋਕਾਂ ਦੀਆਂ ਹੱਕੀ ਮੰਗਾਂ ਤੁਰੰਤ ਪ੍ਰਵਾਨ ਕੀਤੀਆਂ ਜਾਣ। ਇਸ ਮੌਕੇ ਹੋਰਨਾਂ ਤੋਂ ਇਲਾਵਾ ਕਈ ਪਤਵੰਤੇ ਸੱਜਣ ਵੀ ਹਾਜ਼ਰ ਸਨ। ਅਖੀਰ ਵਿੱਚ ਸਭ ਦਾ ਧੰਨਵਾਦ ਕੀਤਾ ਗਿਆ ਅਤੇ ਅਟੁੱਟ ਲੰਗਰ ਵਰਤਾਇਆ ਗਿਆ। ਪੱਤਰ ਪ੍ਰੇਰਕ ਅਨੁਸਾਰ ਸਮਾਗਮ ਦੌਰਾਨ ਵੱਡੀ ਗਿਣਤੀ ਵਿੱਚ ਸੰਗਤਾਂ ਨੇ ਹਾਜ਼ਰੀ ਭਰੀ ਅਤੇ ਗੁਰਬਾਣੀ ਦਾ ਰਸ ਮਾਣਿਆ। ਇਸ ਮੌਕੇ ਆਗੂਆਂ ਨੇ ਕਿਹਾ ਕਿ ਪੰਥਕ ਏਕਤਾ ਸਮੇਂ ਦੀ ਮੁੱਖ ਲੋੜ ਹੈ ਅਤੇ ਸਾਰਿਆਂ ਨੂੰ ਰਲ ਮਿਲ ਕੇ ਕੰਮ ਕਰਨਾ ਚਾਹੀਦਾ ਹੈ। ਉਨ੍ਹਾਂ ਸਰਕਾਰ ਤੋਂ ਮੰਗ ਕੀਤੀ ਕਿ ਲੋਕਾਂ ਦੀਆਂ ਹੱਕੀ ਮੰਗਾਂ ਤੁਰੰਤ ਪ੍ਰਵਾਨ ਕੀਤੀਆਂ ਜਾਣ। ਇਸ ਮੌਕੇ ਹੋਰਨਾਂ ਤੋਂ ਇਲਾਵਾ ਕਈ ਪਤਵੰਤੇ ਸੱਜਣ ਵੀ ਹਾਜ਼ਰ ਸਨ। ਅਖੀਰ ਵਿੱਚ ਸਭ ਦਾ ਧੰਨਵਾਦ ਕੀਤਾ ਗਿਆ ਅਤੇ ਅਟੁੱਟ ਲੰਗਰ ਵਰਤਾਇਆ ਗਿਆ। ਪੱਤਰ ਪ੍ਰੇਰਕ ਅਨੁਸਾਰ ਸਮਾਗਮ ਦੌਰਾਨ ਵੱਡੀ ਗਿਣਤੀ ਵਿੱਚ ਸੰਗਤਾਂ ਨੇ ਹਾਜ਼ਰੀ ਭਰੀ ਅਤੇ ਗੁਰਬਾਣੀ ਦਾ ਰਸ ਮਾਣਿਆ। ਇਸ ਮੌਕੇ ਆਗੂਆਂ ਨੇ ਕਿਹਾ ਕਿ ਪੰਥਕ ਏਕਤਾ ਸਮੇਂ ਦੀ ਮੁੱਖ ਲੋੜ ਹੈ ਅਤੇ ਸਾਰਿਆਂ ਨੂੰ ਰਲ ਮਿਲ ਕੇ ਕੰਮ ਕਰਨਾ ਚਾਹੀਦਾ ਹੈ। ਉਨ੍ਹਾਂ ਸਰਕਾਰ ਤੋਂ ਮੰਗ ਕੀਤੀ ਕਿ ਲੋਕਾਂ ਦੀਆਂ ਹੱਕੀ ਮੰਗਾਂ ਤੁਰੰਤ ਪ੍ਰਵਾਨ ਕੀਤੀਆਂ ਜਾਣ। ਇਸ ਮੌਕੇ ਹੋਰਨਾਂ ਤੋਂ ਇਲਾਵਾ ਕਈ ਪਤਵੰਤੇ ਸੱਜਣ ਵੀ ਹਾਜ਼ਰ ਸਨ। ਅਖੀਰ ਵਿੱਚ ਸਭ ਦਾ ਧੰਨਵਾਦ ਕੀਤਾ ਗਿਆ ਅਤੇ ਅਟੁੱਟ ਲੰਗਰ ਵਰਤਾਇਆ ਗਿਆ। bbox=[708, 903, 937, 1002]
headline: ਪੰਥ ਨੂੰ ਮੌਜੂਦਾ ਹਾਲਾਤਾਂ 'ਚੋਂ ਕੱਢਣ ਲਈ ਜੱਥੇਦਾਰ ਸ੍ਰੀ ਅਕਾਲ ਸਾਹਿਬ ਨਿਭਾਉਣ ਰੋਲ, ਫੈਡਰੇਸ਼ਨ ਗਰੇਵਾਲ ਨੇ ਲਿਖਿਆ ਪੱਤਰ bbox=[527, 886, 876, 895]
headline: ਕੈਂਪ ਖਾਲਸਾ ਸੀਨੀਅਰ ਸੈਕੰਡਰੀ ਸਕੂਲ ਨੂੰ ਠੇਕੇ 'ਤੇ ਦੇਣ ਕਾਰਨ ਪਿੰਡ ਵਾਸੀਆਂ ਨੇ ਦਿੱਤਾ ਰੋਸ ਧਰਨਾ bbox=[48, 39, 428, 52]
subheadline: ਗੁਰੂ ਗ੍ਰੰਥ ਸਾਹਿਬ ਦੀ ਗੁਰਬਾਣੀ ਮਨੁੱਖਾ ਜੀਵਨ ਨੂੰ ਉੱਚਾ ਤੇ ਸੁੱਚਾ ਬਣਾਉਂਦੀ ਹੈ : ਸੰਤ ਲੱਧੂ bbox=[13, 1173, 221, 1191]
article-deported-akali-dal bbox=[476, 615, 700, 877]
ek-onkar-symbol: ੧ਓ bbox=[696, 1173, 717, 1192]
row-fourth bbox=[8, 886, 937, 1154]
article-text: ਜਗਰਾਉਂ, 15 ਫਰਵਰੀ (ਪੱਤਰ ਪ੍ਰੇਰਕ) ਪਿੰਡ ਮਾਨੂੰਕੇ ਵਿਖੇ ਧਾਰਮਿਕ ਦੀਵਾਨ ਸਜਾਏ ਗਏ ਜਿਨ੍ਹਾਂ ਵਿੱਚ ਰਾਗੀ ਜੱਥਿਆਂ ਨੇ ਗੁਰਬਾਣੀ ਕੀਰਤਨ ਰਾਹੀਂ ਸੰਗਤਾਂ ਨੂੰ ਨਿਹਾਲ ਕੀਤਾ। ਪੱਤਰ ਪ੍ਰੇਰਕ ਅਨੁਸਾਰ ਸਮਾਗਮ ਦੌਰਾਨ ਵੱਡੀ ਗਿਣਤੀ ਵਿੱਚ ਸੰਗਤਾਂ ਨੇ ਹਾਜ਼ਰੀ ਭਰੀ ਅਤੇ ਗੁਰਬਾਣੀ ਦਾ ਰਸ ਮਾਣਿਆ। ਇਸ ਮੌਕੇ ਆਗੂਆਂ ਨੇ ਕਿਹਾ ਕਿ ਪੰਥਕ ਏਕਤਾ ਸਮੇਂ ਦੀ ਮੁੱਖ ਲੋੜ ਹੈ ਅਤੇ ਸਾਰਿਆਂ ਨੂੰ ਰਲ ਮਿਲ ਕੇ ਕੰਮ ਕਰਨਾ ਚਾਹੀਦਾ ਹੈ। ਉਨ੍ਹਾਂ ਸਰਕਾਰ ਤੋਂ ਮੰਗ ਕੀਤੀ ਕਿ ਲੋਕਾਂ ਦੀਆਂ ਹੱਕੀ ਮੰਗਾਂ ਤੁਰੰਤ ਪ੍ਰਵਾਨ ਕੀਤੀਆਂ ਜਾਣ। ਇਸ ਮੌਕੇ ਹੋਰਨਾਂ ਤੋਂ ਇਲਾਵਾ ਕਈ ਪਤਵੰਤੇ ਸੱਜਣ ਵੀ ਹਾਜ਼ਰ ਸਨ। ਅਖੀਰ ਵਿੱਚ ਸਭ ਦਾ ਧੰਨਵਾਦ ਕੀਤਾ ਗਿਆ ਅਤੇ ਅਟੁੱਟ ਲੰਗਰ ਵਰਤਾਇਆ ਗਿਆ। bbox=[8, 1293, 226, 1329]
headline: ਗੁ: ਸੰਤ ਬਾਬਾ ਨਹਿੰਗ ਮਲਾਂ ਵਿਖੇ ਸ੍ਰੀ ਗੁਰੂ ਰਵਿਦਾਸ ਜੀ ਦਾ ਅਵਤਾਰ ਦਿਹਾੜਾ ਮਨਾਇਆ ਗਿਆ bbox=[714, 615, 936, 632]
article-photo-1 bbox=[713, 640, 937, 720]
venue-line-1: GURUDWARA SAHIB bbox=[518, 1443, 575, 1450]
headline: ਨੰਬਰਦਾਰ ਐਸੋਸੀਏਸ਼ਨ ਗਾਲਿਬ ਦੀ ਮੰਗਾ ਵਿਖੇ ਜਿਲ੍ਹਾ ਪੱਧਰੀ ਮੀਟਿੰਗ ਹੋਈ bbox=[561, 39, 856, 52]
headline: ਅਕਾਲੀ ਕਹਿਣੈ ਵਾਲੇ ਵਧੀਆ ਦੇ ਆਖ਼ਰੀ ਭਾਈ ਉਸਮਾਨੇ ਦੀ ਬਾਂ ਸਾਲਾਨਾ ਸਹੀ ਮੀਤੇ ਸਾਹਿਬ : ਭਾਈ ਰਾਮਦਾਸ/ਜੱਥੇਦਾਰ ਖ਼ਾਲਸਾ bbox=[240, 886, 447, 903]
filler-text-2: ਪੱਤਰ ਪ੍ਰੇਰਕ ਅਨੁਸਾਰ ਸਮਾਗਮ ਦੌਰਾਨ ਵੱਡੀ ਗਿਣਤੀ ਵਿੱਚ ਸੰਗਤਾਂ ਨੇ ਹਾਜ਼ਰੀ ਭਰੀ ਅਤੇ ਗੁਰਬਾਣੀ ਦਾ ਰਸ ਮਾਣਿਆ। ਇਸ ਮੌਕੇ ਆਗੂਆਂ ਨੇ ਕਿਹਾ ਕਿ ਪੰਥਕ ਏਕਤਾ ਸਮੇਂ ਦੀ ਮੁੱਖ ਲੋੜ ਹੈ ਅਤੇ ਸਾਰਿਆਂ ਨੂੰ ਰਲ ਮਿਲ ਕੇ ਕੰਮ ਕਰਨਾ ਚਾਹੀਦਾ ਹੈ। ਉਨ੍ਹਾਂ ਸਰਕਾਰ ਤੋਂ ਮੰਗ ਕੀਤੀ ਕਿ ਲੋਕਾਂ ਦੀਆਂ ਹੱਕੀ ਮੰਗਾਂ ਤੁਰੰਤ ਪ੍ਰਵਾਨ ਕੀਤੀਆਂ ਜਾਣ। ਇਸ ਮੌਕੇ ਹੋਰਨਾਂ ਤੋਂ ਇਲਾਵਾ ਕਈ ਪਤਵੰਤੇ ਸੱਜਣ ਵੀ ਹਾਜ਼ਰ ਸਨ। ਅਖੀਰ ਵਿੱਚ ਸਭ ਦਾ ਧੰਨਵਾਦ ਕੀਤਾ ਗਿਆ ਅਤੇ ਅਟੁੱਟ ਲੰਗਰ ਵਰਤਾਇਆ ਗਿਆ। bbox=[590, 533, 756, 569]
article-text-col: ਮੋਗਾ, 15 ਫਰਵਰੀ (ਪੱਤਰ ਪ੍ਰੇਰਕ) ਸ਼ਹੀਦ ਭਾਈ ਸੁਖਦੇਵ ਸਿੰਘ ਅਤੇ ਸ਼ਹੀਦ ਭਾਈ ਗੁਰਦੇਵ ਸਿੰਘ ਉਸਮਾਨਵਾਲਾ ਦਾ ਸ਼ਹੀਦੀ ਦਿਹਾੜਾ ਖ਼ਾਲਸਾਈ ਜਾਹੋ-ਜਲਾਲ ਨਾਲ ਮਨਾਇਆ ਗਿਆ। ਪੱਤਰ ਪ੍ਰੇਰਕ ਅਨੁਸਾਰ ਸਮਾਗਮ ਦੌਰਾਨ ਵੱਡੀ ਗਿਣਤੀ ਵਿੱਚ ਸੰਗਤਾਂ ਨੇ ਹਾਜ਼ਰੀ ਭਰੀ ਅਤੇ ਗੁਰਬਾਣੀ ਦਾ ਰਸ ਮਾਣਿਆ। ਇਸ ਮੌਕੇ ਆਗੂਆਂ ਨੇ ਕਿਹਾ ਕਿ ਪੰਥਕ ਏਕਤਾ ਸਮੇਂ ਦੀ ਮੁੱਖ ਲੋੜ ਹੈ ਅਤੇ ਸਾਰਿਆਂ ਨੂੰ ਰਲ ਮਿਲ ਕੇ ਕੰਮ ਕਰਨਾ ਚਾਹੀਦਾ ਹੈ। ਉਨ੍ਹਾਂ ਸਰਕਾਰ ਤੋਂ ਮੰਗ ਕੀਤੀ ਕਿ ਲੋਕਾਂ ਦੀਆਂ ਹੱਕੀ ਮੰਗਾਂ ਤੁਰੰਤ ਪ੍ਰਵਾਨ ਕੀਤੀਆਂ ਜਾਣ। ਇਸ ਮੌਕੇ ਹੋਰਨਾਂ ਤੋਂ ਇਲਾਵਾ ਕਈ ਪਤਵੰਤੇ ਸੱਜਣ ਵੀ ਹਾਜ਼ਰ ਸਨ। ਅਖੀਰ ਵਿੱਚ ਸਭ ਦਾ ਧੰਨਵਾਦ ਕੀਤਾ ਗਿਆ ਅਤੇ ਅਟੁੱਟ ਲੰਗਰ ਵਰਤਾਇਆ ਗਿਆ। ਪੱਤਰ ਪ੍ਰੇਰਕ ਅਨੁਸਾਰ ਸਮਾਗਮ ਦੌਰਾਨ ਵੱਡੀ ਗਿਣਤੀ ਵਿੱਚ ਸੰਗਤਾਂ ਨੇ ਹਾਜ਼ਰੀ ਭਰੀ ਅਤੇ ਗੁਰਬਾਣੀ ਦਾ ਰਸ ਮਾਣਿਆ। ਇਸ ਮੌਕੇ ਆਗੂਆਂ ਨੇ ਕਿਹਾ ਕਿ ਪੰਥਕ ਏਕਤਾ ਸਮੇਂ ਦੀ ਮੁੱਖ ਲੋੜ ਹੈ ਅਤੇ ਸਾਰਿਆਂ ਨੂੰ ਰਲ ਮਿਲ ਕੇ ਕੰਮ ਕਰਨਾ ਚਾਹੀਦਾ ਹੈ। ਉਨ੍ਹਾਂ ਸਰਕਾਰ ਤੋਂ ਮੰਗ ਕੀਤੀ ਕਿ ਲੋਕਾਂ ਦੀਆਂ ਹੱਕੀ ਮੰਗਾਂ ਤੁਰੰਤ ਪ੍ਰਵਾਨ ਕੀਤੀਆਂ ਜਾਣ। ਇਸ ਮੌਕੇ ਹੋਰਨਾਂ ਤੋਂ ਇਲਾਵਾ ਕਈ ਪਤਵੰਤੇ ਸੱਜਣ ਵੀ ਹਾਜ਼ਰ ਸਨ। ਅਖੀਰ ਵਿੱਚ ਸਭ ਦਾ ਧੰਨਵਾਦ ਕੀਤਾ ਗਿਆ ਅਤੇ ਅਟੁੱਟ ਲੰਗਰ ਵਰਤਾਇਆ ਗਿਆ। bbox=[8, 645, 118, 766]
article-gurdwara-dhamdan bbox=[8, 886, 221, 1154]
title-part-3: ਪਹਿਰੇਦਾਰ bbox=[859, 6, 937, 30]
article-camp-khalsa-school bbox=[8, 39, 468, 339]
photo-caption: ਨਵੇਂ ਚੁਣੇ ਗਏ ਅਹੁਦੇਦਾਰ ਸਨਮਾਨ ਦੌਰਾਨ। bbox=[414, 459, 477, 465]
article-photo-3 bbox=[120, 1333, 226, 1399]
article-photo bbox=[117, 62, 332, 184]
article-photo-2 bbox=[8, 1333, 114, 1399]
invite-line-2: OF OUR BELOVED FATHER bbox=[663, 1373, 751, 1381]
article-text: ਤਲਵੰਡੀ ਸਾਬੋ, 15 ਫਰਵਰੀ (ਪੱਤਰ ਪ੍ਰੇਰਕ) ਗੁਰਦੁਆਰਾ ਸਾਹਿਬ ਵਿਖੇ ਅਟੁੱਟ ਲੰਗਰ ਵਰਤਾਇਆ ਗਿਆ ਅਤੇ ਸੰਗਤਾਂ ਨੇ ਵੱਡੀ ਗਿਣਤੀ ਵਿੱਚ ਹਾਜ਼ਰੀ ਭਰੀ। ਪੱਤਰ ਪ੍ਰੇਰਕ ਅਨੁਸਾਰ ਸਮਾਗਮ ਦੌਰਾਨ ਵੱਡੀ ਗਿਣਤੀ ਵਿੱਚ ਸੰਗਤਾਂ ਨੇ ਹਾਜ਼ਰੀ ਭਰੀ ਅਤੇ ਗੁਰਬਾਣੀ ਦਾ ਰਸ ਮਾਣਿਆ। ਇਸ ਮੌਕੇ ਆਗੂਆਂ ਨੇ ਕਿਹਾ ਕਿ ਪੰਥਕ ਏਕਤਾ ਸਮੇਂ ਦੀ ਮੁੱਖ ਲੋੜ ਹੈ ਅਤੇ ਸਾਰਿਆਂ ਨੂੰ ਰਲ ਮਿਲ ਕੇ ਕੰਮ ਕਰਨਾ ਚਾਹੀਦਾ ਹੈ। ਉਨ੍ਹਾਂ ਸਰਕਾਰ ਤੋਂ ਮੰਗ ਕੀਤੀ ਕਿ ਲੋਕਾਂ ਦੀਆਂ ਹੱਕੀ ਮੰਗਾਂ ਤੁਰੰਤ ਪ੍ਰਵਾਨ ਕੀਤੀਆਂ ਜਾਣ। ਇਸ ਮੌਕੇ ਹੋਰਨਾਂ ਤੋਂ ਇਲਾਵਾ ਕਈ ਪਤਵੰਤੇ ਸੱਜਣ ਵੀ ਹਾਜ਼ਰ ਸਨ। ਅਖੀਰ ਵਿੱਚ ਸਭ ਦਾ ਧੰਨਵਾਦ ਕੀਤਾ ਗਿਆ ਅਤੇ ਅਟੁੱਟ ਲੰਗਰ ਵਰਤਾਇਆ ਗਿਆ। ਪੱਤਰ ਪ੍ਰੇਰਕ ਅਨੁਸਾਰ ਸਮਾਗਮ ਦੌਰਾਨ ਵੱਡੀ ਗਿਣਤੀ ਵਿੱਚ ਸੰਗਤਾਂ ਨੇ ਹਾਜ਼ਰੀ ਭਰੀ ਅਤੇ ਗੁਰਬਾਣੀ ਦਾ ਰਸ ਮਾਣਿਆ। ਇਸ ਮੌਕੇ ਆਗੂਆਂ ਨੇ ਕਿਹਾ ਕਿ ਪੰਥਕ ਏਕਤਾ ਸਮੇਂ ਦੀ ਮੁੱਖ ਲੋੜ ਹੈ ਅਤੇ ਸਾਰਿਆਂ ਨੂੰ ਰਲ ਮਿਲ ਕੇ ਕੰਮ ਕਰਨਾ ਚਾਹੀਦਾ ਹੈ। ਉਨ੍ਹਾਂ ਸਰਕਾਰ ਤੋਂ ਮੰਗ ਕੀਤੀ ਕਿ ਲੋਕਾਂ ਦੀਆਂ ਹੱਕੀ ਮੰਗਾਂ ਤੁਰੰਤ ਪ੍ਰਵਾਨ ਕੀਤੀਆਂ ਜਾਣ। ਇਸ ਮੌਕੇ ਹੋਰਨਾਂ ਤੋਂ ਇਲਾਵਾ ਕਈ ਪਤਵੰਤੇ ਸੱਜਣ ਵੀ ਹਾਜ਼ਰ ਸਨ। ਅਖੀਰ ਵਿੱਚ ਸਭ ਦਾ ਧੰਨਵਾਦ ਕੀਤਾ ਗਿਆ ਅਤੇ ਅਟੁੱਟ ਲੰਗਰ ਵਰਤਾਇਆ ਗਿਆ। bbox=[8, 1027, 221, 1091]
article-deported-kendri bbox=[8, 348, 175, 606]
article-photo-1 bbox=[313, 367, 443, 459]
article-panth-letter bbox=[467, 886, 937, 1154]
in-loving-memory-text: In Loving Memory of bbox=[637, 1212, 776, 1228]
article-text-col-2: ਪੱਤਰ ਪ੍ਰੇਰਕ ਅਨੁਸਾਰ ਸਮਾਗਮ ਦੌਰਾਨ ਵੱਡੀ ਗਿਣਤੀ ਵਿੱਚ ਸੰਗਤਾਂ ਨੇ ਹਾਜ਼ਰੀ ਭਰੀ ਅਤੇ ਗੁਰਬਾਣੀ ਦਾ ਰਸ ਮਾਣਿਆ। ਇਸ ਮੌਕੇ ਆਗੂਆਂ ਨੇ ਕਿਹਾ ਕਿ ਪੰਥਕ ਏਕਤਾ ਸਮੇਂ ਦੀ ਮੁੱਖ ਲੋੜ ਹੈ ਅਤੇ ਸਾਰਿਆਂ ਨੂੰ ਰਲ ਮਿਲ ਕੇ ਕੰਮ ਕਰਨਾ ਚਾਹੀਦਾ ਹੈ। ਉਨ੍ਹਾਂ ਸਰਕਾਰ ਤੋਂ ਮੰਗ ਕੀਤੀ ਕਿ ਲੋਕਾਂ ਦੀਆਂ ਹੱਕੀ ਮੰਗਾਂ ਤੁਰੰਤ ਪ੍ਰਵਾਨ ਕੀਤੀਆਂ ਜਾਣ। ਇਸ ਮੌਕੇ ਹੋਰਨਾਂ ਤੋਂ ਇਲਾਵਾ ਕਈ ਪਤਵੰਤੇ ਸੱਜਣ ਵੀ ਹਾਜ਼ਰ ਸਨ। ਅਖੀਰ ਵਿੱਚ ਸਭ ਦਾ ਧੰਨਵਾਦ ਕੀਤਾ ਗਿਆ ਅਤੇ ਅਟੁੱਟ ਲੰਗਰ ਵਰਤਾਇਆ ਗਿਆ। bbox=[826, 791, 937, 839]
row-second bbox=[8, 348, 937, 606]
anniversary-caption: ਭਰਾਵ ਲਾਡਲਿਆਂ ਅਤੇ ਅਨੀਤਾ ਅਟਵਾਲ ਨੂੰ ਵਿਆਹ ਦੀ 13ਵੀਂ ਵਰ੍ਹੇਗੰਢ ਮੁਬਾਰਕ। bbox=[611, 521, 735, 526]
article-text-under-photo: ਪੱਤਰ ਪ੍ਰੇਰਕ ਅਨੁਸਾਰ ਸਮਾਗਮ ਦੌਰਾਨ ਵੱਡੀ ਗਿਣਤੀ ਵਿੱਚ ਸੰਗਤਾਂ ਨੇ ਹਾਜ਼ਰੀ ਭਰੀ ਅਤੇ ਗੁਰਬਾਣੀ ਦਾ ਰਸ ਮਾਣਿਆ। ਇਸ ਮੌਕੇ ਆਗੂਆਂ ਨੇ ਕਿਹਾ ਕਿ ਪੰਥਕ ਏਕਤਾ ਸਮੇਂ ਦੀ ਮੁੱਖ ਲੋੜ ਹੈ ਅਤੇ ਸਾਰਿਆਂ ਨੂੰ ਰਲ ਮਿਲ ਕੇ ਕੰਮ ਕਰਨਾ ਚਾਹੀਦਾ ਹੈ। ਉਨ੍ਹਾਂ ਸਰਕਾਰ ਤੋਂ ਮੰਗ ਕੀਤੀ ਕਿ ਲੋਕਾਂ ਦੀਆਂ ਹੱਕੀ ਮੰਗਾਂ ਤੁਰੰਤ ਪ੍ਰਵਾਨ ਕੀਤੀਆਂ ਜਾਣ। ਇਸ ਮੌਕੇ ਹੋਰਨਾਂ ਤੋਂ ਇਲਾਵਾ ਕਈ ਪਤਵੰਤੇ ਸੱਜਣ ਵੀ ਹਾਜ਼ਰ ਸਨ। ਅਖੀਰ ਵਿੱਚ ਸਭ ਦਾ ਧੰਨਵਾਦ ਕੀਤਾ ਗਿਆ ਅਤੇ ਅਟੁੱਟ ਲੰਗਰ ਵਰਤਾਇਆ ਗਿਆ। ਪੱਤਰ ਪ੍ਰੇਰਕ ਅਨੁਸਾਰ ਸਮਾਗਮ ਦੌਰਾਨ ਵੱਡੀ ਗਿਣਤੀ ਵਿੱਚ ਸੰਗਤਾਂ ਨੇ ਹਾਜ਼ਰੀ ਭਰੀ ਅਤੇ ਗੁਰਬਾਣੀ ਦਾ ਰਸ ਮਾਣਿਆ। ਇਸ ਮੌਕੇ ਆਗੂਆਂ ਨੇ ਕਿਹਾ ਕਿ ਪੰਥਕ ਏਕਤਾ ਸਮੇਂ ਦੀ ਮੁੱਖ ਲੋੜ ਹੈ ਅਤੇ ਸਾਰਿਆਂ ਨੂੰ ਰਲ ਮਿਲ ਕੇ ਕੰਮ ਕਰਨਾ ਚਾਹੀਦਾ ਹੈ। ਉਨ੍ਹਾਂ ਸਰਕਾਰ ਤੋਂ ਮੰਗ ਕੀਤੀ ਕਿ ਲੋਕਾਂ ਦੀਆਂ ਹੱਕੀ ਮੰਗਾਂ ਤੁਰੰਤ ਪ੍ਰਵਾਨ ਕੀਤੀਆਂ ਜਾਣ। ਇਸ ਮੌਕੇ ਹੋਰਨਾਂ ਤੋਂ ਇਲਾਵਾ ਕਈ ਪਤਵੰਤੇ ਸੱਜਣ ਵੀ ਹਾਜ਼ਰ ਸਨ। ਅਖੀਰ ਵਿੱਚ ਸਭ ਦਾ ਧੰਨਵਾਦ ਕੀਤਾ ਗਿਆ ਅਤੇ ਅਟੁੱਟ ਲੰਗਰ ਵਰਤਾਇਆ ਗਿਆ। ਪੱਤਰ ਪ੍ਰੇਰਕ ਅਨੁਸਾਰ ਸਮਾਗਮ ਦੌਰਾਨ ਵੱਡੀ ਗਿਣਤੀ ਵਿੱਚ ਸੰਗਤਾਂ ਨੇ ਹਾਜ਼ਰੀ ਭਰੀ ਅਤੇ ਗੁਰਬਾਣੀ ਦਾ ਰਸ ਮਾਣਿਆ। ਇਸ ਮੌਕੇ ਆਗੂਆਂ ਨੇ ਕਿਹਾ ਕਿ ਪੰਥਕ ਏਕਤਾ ਸਮੇਂ ਦੀ ਮੁੱਖ ਲੋੜ ਹੈ ਅਤੇ ਸਾਰਿਆਂ ਨੂੰ ਰਲ ਮਿਲ ਕੇ ਕੰਮ ਕਰਨਾ ਚਾਹੀਦਾ ਹੈ। ਉਨ੍ਹਾਂ ਸਰਕਾਰ ਤੋਂ ਮੰਗ ਕੀਤੀ ਕਿ ਲੋਕਾਂ ਦੀਆਂ ਹੱਕੀ ਮੰਗਾਂ ਤੁਰੰਤ ਪ੍ਰਵਾਨ ਕੀਤੀਆਂ ਜਾਣ। ਇਸ ਮੌਕੇ ਹੋਰਨਾਂ ਤੋਂ ਇਲਾਵਾ ਕਈ ਪਤਵੰਤੇ ਸੱਜਣ ਵੀ ਹਾਜ਼ਰ ਸਨ। ਅਖੀਰ ਵਿੱਚ ਸਭ ਦਾ ਧੰਨਵਾਦ ਕੀਤਾ ਗਿਆ ਅਤੇ ਅਟੁੱਟ ਲੰਗਰ ਵਰਤਾਇਆ ਗਿਆ। bbox=[312, 466, 578, 527]
article-photo bbox=[8, 886, 221, 1000]
photo-caption: ਦੀਵਾਨ ਦੌਰਾਨ ਸੰਗਤਾਂ ਹਾਜ਼ਰ। bbox=[94, 1399, 140, 1405]
headline: ਗੁਰਦੁਆਰਾ ਧਮਦਾਨ ਬਾਬਾ ਇਸ਼ਮਾਲ ਸਿੰਘ ਵਿਖੇ ਗੁੰਥੀ ਸਿੰਘਾਂ ਦੀ ਦਿਹਾੜਿਆ ਦਾ ਲੰਗਰ ਪਾਇਆ bbox=[15, 1003, 213, 1020]
headline: ਪਿੰਡ ਮਾਨੂੰਕੇ (ਲੁਧਿਆਣਾ) ਵਿਖੇ ਦਰਬਾਰ ਧਾਰਮਿਕ ਮੂਰੀ ਦੀਵਾਨ ਸਜਾਏ bbox=[28, 1163, 205, 1171]
gurbani-line-1: ਗੁਰਮੁਖਿ ਨਾਮੁ ਜਪਾਇ ਦਰਗਹ ਚਲਿਆ॥ bbox=[669, 1193, 744, 1199]
article-numberdar-association bbox=[481, 39, 936, 339]
article-manuke-diwan bbox=[8, 1163, 225, 1518]
article-text-under-photo: ਪੱਤਰ ਪ੍ਰੇਰਕ ਅਨੁਸਾਰ ਸਮਾਗਮ ਦੌਰਾਨ ਵੱਡੀ ਗਿਣਤੀ ਵਿੱਚ ਸੰਗਤਾਂ ਨੇ ਹਾਜ਼ਰੀ ਭਰੀ ਅਤੇ ਗੁਰਬਾਣੀ ਦਾ ਰਸ ਮਾਣਿਆ। ਇਸ ਮੌਕੇ ਆਗੂਆਂ ਨੇ ਕਿਹਾ ਕਿ ਪੰਥਕ ਏਕਤਾ ਸਮੇਂ ਦੀ ਮੁੱਖ ਲੋੜ ਹੈ ਅਤੇ ਸਾਰਿਆਂ ਨੂੰ ਰਲ ਮਿਲ ਕੇ ਕੰਮ ਕਰਨਾ ਚਾਹੀਦਾ ਹੈ। ਉਨ੍ਹਾਂ ਸਰਕਾਰ ਤੋਂ ਮੰਗ ਕੀਤੀ ਕਿ ਲੋਕਾਂ ਦੀਆਂ ਹੱਕੀ ਮੰਗਾਂ ਤੁਰੰਤ ਪ੍ਰਵਾਨ ਕੀਤੀਆਂ ਜਾਣ। ਇਸ ਮੌਕੇ ਹੋਰਨਾਂ ਤੋਂ ਇਲਾਵਾ ਕਈ ਪਤਵੰਤੇ ਸੱਜਣ ਵੀ ਹਾਜ਼ਰ ਸਨ। ਅਖੀਰ ਵਿੱਚ ਸਭ ਦਾ ਧੰਨਵਾਦ ਕੀਤਾ ਗਿਆ ਅਤੇ ਅਟੁੱਟ ਲੰਗਰ ਵਰਤਾਇਆ ਗਿਆ। ਪੱਤਰ ਪ੍ਰੇਰਕ ਅਨੁਸਾਰ ਸਮਾਗਮ ਦੌਰਾਨ ਵੱਡੀ ਗਿਣਤੀ ਵਿੱਚ ਸੰਗਤਾਂ ਨੇ ਹਾਜ਼ਰੀ ਭਰੀ ਅਤੇ ਗੁਰਬਾਣੀ ਦਾ ਰਸ ਮਾਣਿਆ। ਇਸ ਮੌਕੇ ਆਗੂਆਂ ਨੇ ਕਿਹਾ ਕਿ ਪੰਥਕ ਏਕਤਾ ਸਮੇਂ ਦੀ ਮੁੱਖ ਲੋੜ ਹੈ ਅਤੇ ਸਾਰਿਆਂ ਨੂੰ ਰਲ ਮਿਲ ਕੇ ਕੰਮ ਕਰਨਾ ਚਾਹੀਦਾ ਹੈ। ਉਨ੍ਹਾਂ ਸਰਕਾਰ ਤੋਂ ਮੰਗ ਕੀਤੀ ਕਿ ਲੋਕਾਂ ਦੀਆਂ ਹੱਕੀ ਮੰਗਾਂ ਤੁਰੰਤ ਪ੍ਰਵਾਨ ਕੀਤੀਆਂ ਜਾਣ। ਇਸ ਮੌਕੇ ਹੋਰਨਾਂ ਤੋਂ ਇਲਾਵਾ ਕਈ ਪਤਵੰਤੇ ਸੱਜਣ ਵੀ ਹਾਜ਼ਰ ਸਨ। ਅਖੀਰ ਵਿੱਚ ਸਭ ਦਾ ਧੰਨਵਾਦ ਕੀਤਾ ਗਿਆ ਅਤੇ ਅਟੁੱਟ ਲੰਗਰ ਵਰਤਾਇਆ ਗਿਆ। bbox=[123, 760, 348, 809]
article-bedi-statement bbox=[238, 1163, 463, 1518]
advert-card bbox=[477, 1163, 937, 1533]
gurbani-line-2: ਹਰਿ ਜਨੁ ਐਸਾ ਚਾਹੀਏ ਜੈਸਾ ਹਰਿ ਹੀ ਹੋਇ॥ bbox=[666, 1200, 748, 1207]
row-third bbox=[8, 615, 937, 877]
article-shaheedi-diwas bbox=[8, 615, 463, 877]
article-text: ਅੰਮ੍ਰਿਤਸਰ, 15 ਫਰਵਰੀ (ਪੱਤਰ ਪ੍ਰੇਰਕ) ਸਿੱਖ ਪੰਥ ਦੇ ਮੌਜੂਦਾ ਹਾਲਾਤਾਂ ਉੱਤੇ ਚਿੰਤਾ ਪ੍ਰਗਟ ਕਰਦਿਆਂ ਫੈਡਰੇਸ਼ਨ ਨੇ ਜੱਥੇਦਾਰ ਸਾਹਿਬ ਨੂੰ ਪੱਤਰ ਲਿਖ ਕੇ ਅਪੀਲ ਕੀਤੀ ਹੈ। ਪੱਤਰ ਪ੍ਰੇਰਕ ਅਨੁਸਾਰ ਸਮਾਗਮ ਦੌਰਾਨ ਵੱਡੀ ਗਿਣਤੀ ਵਿੱਚ ਸੰਗਤਾਂ ਨੇ ਹਾਜ਼ਰੀ ਭਰੀ ਅਤੇ ਗੁਰਬਾਣੀ ਦਾ ਰਸ ਮਾਣਿਆ। ਇਸ ਮੌਕੇ ਆਗੂਆਂ ਨੇ ਕਿਹਾ ਕਿ ਪੰਥਕ ਏਕਤਾ ਸਮੇਂ ਦੀ ਮੁੱਖ ਲੋੜ ਹੈ ਅਤੇ ਸਾਰਿਆਂ ਨੂੰ ਰਲ ਮਿਲ ਕੇ ਕੰਮ ਕਰਨਾ ਚਾਹੀਦਾ ਹੈ। ਉਨ੍ਹਾਂ ਸਰਕਾਰ ਤੋਂ ਮੰਗ ਕੀਤੀ ਕਿ ਲੋਕਾਂ ਦੀਆਂ ਹੱਕੀ ਮੰਗਾਂ ਤੁਰੰਤ ਪ੍ਰਵਾਨ ਕੀਤੀਆਂ ਜਾਣ। ਇਸ ਮੌਕੇ ਹੋਰਨਾਂ ਤੋਂ ਇਲਾਵਾ ਕਈ ਪਤਵੰਤੇ ਸੱਜਣ ਵੀ ਹਾਜ਼ਰ ਸਨ। ਅਖੀਰ ਵਿੱਚ ਸਭ ਦਾ ਧੰਨਵਾਦ ਕੀਤਾ ਗਿਆ ਅਤੇ ਅਟੁੱਟ ਲੰਗਰ ਵਰਤਾਇਆ ਗਿਆ। ਪੱਤਰ ਪ੍ਰੇਰਕ ਅਨੁਸਾਰ ਸਮਾਗਮ ਦੌਰਾਨ ਵੱਡੀ ਗਿਣਤੀ ਵਿੱਚ ਸੰਗਤਾਂ ਨੇ ਹਾਜ਼ਰੀ ਭਰੀ ਅਤੇ ਗੁਰਬਾਣੀ ਦਾ ਰਸ ਮਾਣਿਆ। ਇਸ ਮੌਕੇ ਆਗੂਆਂ ਨੇ ਕਿਹਾ ਕਿ ਪੰਥਕ ਏਕਤਾ ਸਮੇਂ ਦੀ ਮੁੱਖ ਲੋੜ ਹੈ ਅਤੇ ਸਾਰਿਆਂ ਨੂੰ ਰਲ ਮਿਲ ਕੇ ਕੰਮ ਕਰਨਾ ਚਾਹੀਦਾ ਹੈ। ਉਨ੍ਹਾਂ ਸਰਕਾਰ ਤੋਂ ਮੰਗ ਕੀਤੀ ਕਿ ਲੋਕਾਂ ਦੀਆਂ ਹੱਕੀ ਮੰਗਾਂ ਤੁਰੰਤ ਪ੍ਰਵਾਨ ਕੀਤੀਆਂ ਜਾਣ। ਇਸ ਮੌਕੇ ਹੋਰਨਾਂ ਤੋਂ ਇਲਾਵਾ ਕਈ ਪਤਵੰਤੇ ਸੱਜਣ ਵੀ ਹਾਜ਼ਰ ਸਨ। ਅਖੀਰ ਵਿੱਚ ਸਭ ਦਾ ਧੰਨਵਾਦ ਕੀਤਾ ਗਿਆ ਅਤੇ ਅਟੁੱਟ ਲੰਗਰ ਵਰਤਾਇਆ ਗਿਆ। ਪੱਤਰ ਪ੍ਰੇਰਕ ਅਨੁਸਾਰ ਸਮਾਗਮ ਦੌਰਾਨ ਵੱਡੀ ਗਿਣਤੀ ਵਿੱਚ ਸੰਗਤਾਂ ਨੇ ਹਾਜ਼ਰੀ ਭਰੀ ਅਤੇ ਗੁਰਬਾਣੀ ਦਾ ਰਸ ਮਾਣਿਆ। ਇਸ ਮੌਕੇ ਆਗੂਆਂ ਨੇ ਕਿਹਾ ਕਿ ਪੰਥਕ ਏਕਤਾ ਸਮੇਂ ਦੀ ਮੁੱਖ ਲੋੜ ਹੈ ਅਤੇ ਸਾਰਿਆਂ ਨੂੰ ਰਲ ਮਿਲ ਕੇ ਕੰਮ ਕਰਨਾ ਚਾਹੀਦਾ ਹੈ। ਉਨ੍ਹਾਂ ਸਰਕਾਰ ਤੋਂ ਮੰਗ ਕੀਤੀ ਕਿ ਲੋਕਾਂ ਦੀਆਂ ਹੱਕੀ ਮੰਗਾਂ ਤੁਰੰਤ ਪ੍ਰਵਾਨ ਕੀਤੀਆਂ ਜਾਣ। ਇਸ ਮੌਕੇ ਹੋਰਨਾਂ ਤੋਂ ਇਲਾਵਾ ਕਈ ਪਤਵੰਤੇ ਸੱਜਣ ਵੀ ਹਾਜ਼ਰ ਸਨ। ਅਖੀਰ ਵਿੱਚ ਸਭ ਦਾ ਧੰਨਵਾਦ ਕੀਤਾ ਗਿਆ ਅਤੇ ਅਟੁੱਟ ਲੰਗਰ ਵਰਤਾਇਆ ਗਿਆ। bbox=[466, 903, 696, 990]
article-photo bbox=[8, 394, 90, 486]
anniversary-title: ਵਰ੍ਹੇਗੰਢ ਮੁਬਾਰਕ bbox=[595, 430, 751, 444]
photo-caption: ਸ਼ਹੀਦੀ ਸਮਾਗਮ ਦੌਰਾਨ ਸਨਮਾਨਿਤ ਕਰਦੇ ਹੋਏ ਆਗੂ। bbox=[195, 753, 276, 759]
venue-line-2: VILLAGE SAIDPUR, S.A.S. NAGAR bbox=[518, 1452, 611, 1459]
article-photo-2 bbox=[827, 728, 937, 790]
filler-text: ਪੱਤਰ ਪ੍ਰੇਰਕ ਅਨੁਸਾਰ ਸਮਾਗਮ ਦੌਰਾਨ ਵੱਡੀ ਗਿਣਤੀ ਵਿੱਚ ਸੰਗਤਾਂ ਨੇ ਹਾਜ਼ਰੀ ਭਰੀ ਅਤੇ ਗੁਰਬਾਣੀ ਦਾ ਰਸ ਮਾਣਿਆ। ਇਸ ਮੌਕੇ ਆਗੂਆਂ ਨੇ ਕਿਹਾ ਕਿ ਪੰਥਕ ਏਕਤਾ ਸਮੇਂ ਦੀ ਮੁੱਖ ਲੋੜ ਹੈ ਅਤੇ ਸਾਰਿਆਂ ਨੂੰ ਰਲ ਮਿਲ ਕੇ ਕੰਮ ਕਰਨਾ ਚਾਹੀਦਾ ਹੈ। ਉਨ੍ਹਾਂ ਸਰਕਾਰ ਤੋਂ ਮੰਗ ਕੀਤੀ ਕਿ ਲੋਕਾਂ ਦੀਆਂ ਹੱਕੀ ਮੰਗਾਂ ਤੁਰੰਤ ਪ੍ਰਵਾਨ ਕੀਤੀਆਂ ਜਾਣ। ਇਸ ਮੌਕੇ ਹੋਰਨਾਂ ਤੋਂ ਇਲਾਵਾ ਕਈ ਪਤਵੰਤੇ ਸੱਜਣ ਵੀ ਹਾਜ਼ਰ ਸਨ। ਅਖੀਰ ਵਿੱਚ ਸਭ ਦਾ ਧੰਨਵਾਦ ਕੀਤਾ ਗਿਆ ਅਤੇ ਅਟੁੱਟ ਲੰਗਰ ਵਰਤਾਇਆ ਗਿਆ। ਪੱਤਰ ਪ੍ਰੇਰਕ ਅਨੁਸਾਰ ਸਮਾਗਮ ਦੌਰਾਨ ਵੱਡੀ ਗਿਣਤੀ ਵਿੱਚ ਸੰਗਤਾਂ ਨੇ ਹਾਜ਼ਰੀ ਭਰੀ ਅਤੇ ਗੁਰਬਾਣੀ ਦਾ ਰਸ ਮਾਣਿਆ। ਇਸ ਮੌਕੇ ਆਗੂਆਂ ਨੇ ਕਿਹਾ ਕਿ ਪੰਥਕ ਏਕਤਾ ਸਮੇਂ ਦੀ ਮੁੱਖ ਲੋੜ ਹੈ ਅਤੇ ਸਾਰਿਆਂ ਨੂੰ ਰਲ ਮਿਲ ਕੇ ਕੰਮ ਕਰਨਾ ਚਾਹੀਦਾ ਹੈ। ਉਨ੍ਹਾਂ ਸਰਕਾਰ ਤੋਂ ਮੰਗ ਕੀਤੀ ਕਿ ਲੋਕਾਂ ਦੀਆਂ ਹੱਕੀ ਮੰਗਾਂ ਤੁਰੰਤ ਪ੍ਰਵਾਨ ਕੀਤੀਆਂ ਜਾਣ। ਇਸ ਮੌਕੇ ਹੋਰਨਾਂ ਤੋਂ ਇਲਾਵਾ ਕਈ ਪਤਵੰਤੇ ਸੱਜਣ ਵੀ ਹਾਜ਼ਰ ਸਨ। ਅਖੀਰ ਵਿੱਚ ਸਭ ਦਾ ਧੰਨਵਾਦ ਕੀਤਾ ਗਿਆ ਅਤੇ ਅਟੁੱਟ ਲੰਗਰ ਵਰਤਾਇਆ ਗਿਆ। bbox=[590, 348, 756, 414]
article-text-col: ਮਾਨਸਾ, 15 ਫਰਵਰੀ (ਪੱਤਰ ਪ੍ਰੇਰਕ) ਇਲਾਕੇ ਦੇ ਪ੍ਰਸਿੱਧ ਵਿੱਦਿਅਕ ਅਦਾਰੇ ਕੈਂਪ ਖਾਲਸਾ ਸੀਨੀਅਰ ਸੈਕੰਡਰੀ ਸਕੂਲ ਨੂੰ ਪ੍ਰਬੰਧਕ ਕਮੇਟੀ ਵੱਲੋਂ ਨਿੱਜੀ ਹੱਥਾਂ ਵਿੱਚ ਠੇਕੇ ਉੱਤੇ ਦੇਣ ਦੇ ਵਿਰੋਧ ਵਿੱਚ ਪਿੰਡ ਵਾਸੀਆਂ ਵੱਲੋਂ ਸਕੂਲ ਦੇ ਮੁੱਖ ਗੇਟ ਅੱਗੇ ਰੋਸ ਧਰਨਾ ਦਿੱਤਾ ਗਿਆ। ਧਰਨਾਕਾਰੀਆਂ ਨੇ ਕਿਹਾ ਕਿ ਇਹ ਸਕੂਲ ਪਿੰਡ ਦੀ ਸਾਂਝੀ ਜਾਇਦਾਦ ਹੈ ਅਤੇ ਇਸ ਨੂੰ ਕਿਸੇ ਵੀ ਕੀਮਤ ਉੱਤੇ ਨਿੱਜੀ ਹੱਥਾਂ ਵਿੱਚ ਨਹੀਂ ਜਾਣ ਦਿੱਤਾ ਜਾਵੇਗਾ। ਪੱਤਰ ਪ੍ਰੇਰਕ ਅਨੁਸਾਰ ਸਮਾਗਮ ਦੌਰਾਨ ਵੱਡੀ ਗਿਣਤੀ ਵਿੱਚ ਸੰਗਤਾਂ ਨੇ ਹਾਜ਼ਰੀ ਭਰੀ ਅਤੇ ਗੁਰਬਾਣੀ ਦਾ ਰਸ ਮਾਣਿਆ। ਇਸ ਮੌਕੇ ਆਗੂਆਂ ਨੇ ਕਿਹਾ ਕਿ ਪੰਥਕ ਏਕਤਾ ਸਮੇਂ ਦੀ ਮੁੱਖ ਲੋੜ ਹੈ ਅਤੇ ਸਾਰਿਆਂ ਨੂੰ ਰਲ ਮਿਲ ਕੇ ਕੰਮ ਕਰਨਾ ਚਾਹੀਦਾ ਹੈ। ਉਨ੍ਹਾਂ ਸਰਕਾਰ ਤੋਂ ਮੰਗ ਕੀਤੀ ਕਿ ਲੋਕਾਂ ਦੀਆਂ ਹੱਕੀ ਮੰਗਾਂ ਤੁਰੰਤ ਪ੍ਰਵਾਨ ਕੀਤੀਆਂ ਜਾਣ। ਇਸ ਮੌਕੇ ਹੋਰਨਾਂ ਤੋਂ ਇਲਾਵਾ ਕਈ ਪਤਵੰਤੇ ਸੱਜਣ ਵੀ ਹਾਜ਼ਰ ਸਨ। ਅਖੀਰ ਵਿੱਚ ਸਭ ਦਾ ਧੰਨਵਾਦ ਕੀਤਾ ਗਿਆ ਅਤੇ ਅਟੁੱਟ ਲੰਗਰ ਵਰਤਾਇਆ ਗਿਆ। bbox=[8, 61, 112, 155]
event-followed-by: FOLLOWED BY KIRTAN & LANGAR bbox=[651, 1428, 763, 1436]
article-photo-2 bbox=[448, 367, 578, 459]
newspaper-title bbox=[763, 6, 937, 30]
article-photo bbox=[476, 661, 558, 747]
subheadline: ਪੰਜਾਬ ਸਰਕਾਰ ਨੰਬਰਦਾਰਾਂ ਦੀਆਂ ਹੱਕੀ ਮੰਗਾਂ ਤੁਰੰਤ ਪ੍ਰਵਾਨ ਕਰੇ : ਪਰਮਿੰਦਰ ਗਾਲਿਬ, ਜਗਜੀਤ ਥਾਂਦੀ bbox=[581, 54, 836, 63]
article-text-col: ਗਾਲਿਬ, 15 ਫਰਵਰੀ (ਪੱਤਰ ਪ੍ਰੇਰਕ) ਨੰਬਰਦਾਰ ਐਸੋਸੀਏਸ਼ਨ ਦੀ ਜ਼ਿਲ੍ਹਾ ਪੱਧਰੀ ਮੀਟਿੰਗ ਅੱਜ ਇੱਥੇ ਹੋਈ ਜਿਸ ਵਿੱਚ ਵੱਡੀ ਗਿਣਤੀ ਵਿੱਚ ਨੰਬਰਦਾਰ ਸ਼ਾਮਿਲ ਹੋਏ। ਮੀਟਿੰਗ ਦੀ ਪ੍ਰਧਾਨਗੀ ਪਰਮਿੰਦਰ ਸਿੰਘ ਗਾਲਿਬ ਨੇ ਕੀਤੀ। ਪੱਤਰ ਪ੍ਰੇਰਕ ਅਨੁਸਾਰ ਸਮਾਗਮ ਦੌਰਾਨ ਵੱਡੀ ਗਿਣਤੀ ਵਿੱਚ ਸੰਗਤਾਂ ਨੇ ਹਾਜ਼ਰੀ ਭਰੀ ਅਤੇ ਗੁਰਬਾਣੀ ਦਾ ਰਸ ਮਾਣਿਆ। ਇਸ ਮੌਕੇ ਆਗੂਆਂ ਨੇ ਕਿਹਾ ਕਿ ਪੰਥਕ ਏਕਤਾ ਸਮੇਂ ਦੀ ਮੁੱਖ ਲੋੜ ਹੈ ਅਤੇ ਸਾਰਿਆਂ ਨੂੰ ਰਲ ਮਿਲ ਕੇ ਕੰਮ ਕਰਨਾ ਚਾਹੀਦਾ ਹੈ। ਉਨ੍ਹਾਂ ਸਰਕਾਰ ਤੋਂ ਮੰਗ ਕੀਤੀ ਕਿ ਲੋਕਾਂ ਦੀਆਂ ਹੱਕੀ ਮੰਗਾਂ ਤੁਰੰਤ ਪ੍ਰਵਾਨ ਕੀਤੀਆਂ ਜਾਣ। ਇਸ ਮੌਕੇ ਹੋਰਨਾਂ ਤੋਂ ਇਲਾਵਾ ਕਈ ਪਤਵੰਤੇ ਸੱਜਣ ਵੀ ਹਾਜ਼ਰ ਸਨ। ਅਖੀਰ ਵਿੱਚ ਸਭ ਦਾ ਧੰਨਵਾਦ ਕੀਤਾ ਗਿਆ ਅਤੇ ਅਟੁੱਟ ਲੰਗਰ ਵਰਤਾਇਆ ਗਿਆ। bbox=[481, 70, 581, 145]
publication-date: ਬੁੱਧਵਾਰ, 16 ਫਰਵਰੀ 2025 bbox=[38, 11, 156, 24]
anniversary-box bbox=[591, 426, 755, 530]
photo-caption: ਧਰਨੇ ਦੌਰਾਨ ਹਾਜ਼ਰ ਪਿੰਡ ਵਾਸੀ ਤੇ ਸਕੂਲ ਦੇ ਸਟਾਫ਼ ਮੈਂਬਰ। bbox=[181, 184, 268, 190]
venue-line-3: MOHALI, PUNJAB, INDIA bbox=[518, 1460, 585, 1467]
anniversary-photo bbox=[595, 446, 751, 520]
article-text-under-photo: ਪੱਤਰ ਪ੍ਰੇਰਕ ਅਨੁਸਾਰ ਸਮਾਗਮ ਦੌਰਾਨ ਵੱਡੀ ਗਿਣਤੀ ਵਿੱਚ ਸੰਗਤਾਂ ਨੇ ਹਾਜ਼ਰੀ ਭਰੀ ਅਤੇ ਗੁਰਬਾਣੀ ਦਾ ਰਸ ਮਾਣਿਆ। ਇਸ ਮੌਕੇ ਆਗੂਆਂ ਨੇ ਕਿਹਾ ਕਿ ਪੰਥਕ ਏਕਤਾ ਸਮੇਂ ਦੀ ਮੁੱਖ ਲੋੜ ਹੈ ਅਤੇ ਸਾਰਿਆਂ ਨੂੰ ਰਲ ਮਿਲ ਕੇ ਕੰਮ ਕਰਨਾ ਚਾਹੀਦਾ ਹੈ। ਉਨ੍ਹਾਂ ਸਰਕਾਰ ਤੋਂ ਮੰਗ ਕੀਤੀ ਕਿ ਲੋਕਾਂ ਦੀਆਂ ਹੱਕੀ ਮੰਗਾਂ ਤੁਰੰਤ ਪ੍ਰਵਾਨ ਕੀਤੀਆਂ ਜਾਣ। ਇਸ ਮੌਕੇ ਹੋਰਨਾਂ ਤੋਂ ਇਲਾਵਾ ਕਈ ਪਤਵੰਤੇ ਸੱਜਣ ਵੀ ਹਾਜ਼ਰ ਸਨ। ਅਖੀਰ ਵਿੱਚ ਸਭ ਦਾ ਧੰਨਵਾਦ ਕੀਤਾ ਗਿਆ ਅਤੇ ਅਟੁੱਟ ਲੰਗਰ ਵਰਤਾਇਆ ਗਿਆ। ਪੱਤਰ ਪ੍ਰੇਰਕ ਅਨੁਸਾਰ ਸਮਾਗਮ ਦੌਰਾਨ ਵੱਡੀ ਗਿਣਤੀ ਵਿੱਚ ਸੰਗਤਾਂ ਨੇ ਹਾਜ਼ਰੀ ਭਰੀ ਅਤੇ ਗੁਰਬਾਣੀ ਦਾ ਰਸ ਮਾਣਿਆ। ਇਸ ਮੌਕੇ ਆਗੂਆਂ ਨੇ ਕਿਹਾ ਕਿ ਪੰਥਕ ਏਕਤਾ ਸਮੇਂ ਦੀ ਮੁੱਖ ਲੋੜ ਹੈ ਅਤੇ ਸਾਰਿਆਂ ਨੂੰ ਰਲ ਮਿਲ ਕੇ ਕੰਮ ਕਰਨਾ ਚਾਹੀਦਾ ਹੈ। ਉਨ੍ਹਾਂ ਸਰਕਾਰ ਤੋਂ ਮੰਗ ਕੀਤੀ ਕਿ ਲੋਕਾਂ ਦੀਆਂ ਹੱਕੀ ਮੰਗਾਂ ਤੁਰੰਤ ਪ੍ਰਵਾਨ ਕੀਤੀਆਂ ਜਾਣ। ਇਸ ਮੌਕੇ ਹੋਰਨਾਂ ਤੋਂ ਇਲਾਵਾ ਕਈ ਪਤਵੰਤੇ ਸੱਜਣ ਵੀ ਹਾਜ਼ਰ ਸਨ। ਅਖੀਰ ਵਿੱਚ ਸਭ ਦਾ ਧੰਨਵਾਦ ਕੀਤਾ ਗਿਆ ਅਤੇ ਅਟੁੱਟ ਲੰਗਰ ਵਰਤਾਇਆ ਗਿਆ। bbox=[117, 191, 332, 240]
column-anniversary bbox=[591, 348, 755, 606]
registration-color-bar bbox=[0, 1498, 945, 1507]
whatsapp-line: WHATSAPP : +12065889566 bbox=[518, 1482, 599, 1489]
article-text-right: ਪੱਤਰ ਪ੍ਰੇਰਕ ਅਨੁਸਾਰ ਸਮਾਗਮ ਦੌਰਾਨ ਵੱਡੀ ਗਿਣਤੀ ਵਿੱਚ ਸੰਗਤਾਂ ਨੇ ਹਾਜ਼ਰੀ ਭਰੀ ਅਤੇ ਗੁਰਬਾਣੀ ਦਾ ਰਸ ਮਾਣਿਆ। ਇਸ ਮੌਕੇ ਆਗੂਆਂ ਨੇ ਕਿਹਾ ਕਿ ਪੰਥਕ ਏਕਤਾ ਸਮੇਂ ਦੀ ਮੁੱਖ ਲੋੜ ਹੈ ਅਤੇ ਸਾਰਿਆਂ ਨੂੰ ਰਲ ਮਿਲ ਕੇ ਕੰਮ ਕਰਨਾ ਚਾਹੀਦਾ ਹੈ। ਉਨ੍ਹਾਂ ਸਰਕਾਰ ਤੋਂ ਮੰਗ ਕੀਤੀ ਕਿ ਲੋਕਾਂ ਦੀਆਂ ਹੱਕੀ ਮੰਗਾਂ ਤੁਰੰਤ ਪ੍ਰਵਾਨ ਕੀਤੀਆਂ ਜਾਣ। ਇਸ ਮੌਕੇ ਹੋਰਨਾਂ ਤੋਂ ਇਲਾਵਾ ਕਈ ਪਤਵੰਤੇ ਸੱਜਣ ਵੀ ਹਾਜ਼ਰ ਸਨ। ਅਖੀਰ ਵਿੱਚ ਸਭ ਦਾ ਧੰਨਵਾਦ ਕੀਤਾ ਗਿਆ ਅਤੇ ਅਟੁੱਟ ਲੰਗਰ ਵਰਤਾਇਆ ਗਿਆ। ਪੱਤਰ ਪ੍ਰੇਰਕ ਅਨੁਸਾਰ ਸਮਾਗਮ ਦੌਰਾਨ ਵੱਡੀ ਗਿਣਤੀ ਵਿੱਚ ਸੰਗਤਾਂ ਨੇ ਹਾਜ਼ਰੀ ਭਰੀ ਅਤੇ ਗੁਰਬਾਣੀ ਦਾ ਰਸ ਮਾਣਿਆ। ਇਸ ਮੌਕੇ ਆਗੂਆਂ ਨੇ ਕਿਹਾ ਕਿ ਪੰਥਕ ਏਕਤਾ ਸਮੇਂ ਦੀ ਮੁੱਖ ਲੋੜ ਹੈ ਅਤੇ ਸਾਰਿਆਂ ਨੂੰ ਰਲ ਮਿਲ ਕੇ ਕੰਮ ਕਰਨਾ ਚਾਹੀਦਾ ਹੈ। ਉਨ੍ਹਾਂ ਸਰਕਾਰ ਤੋਂ ਮੰਗ ਕੀਤੀ ਕਿ ਲੋਕਾਂ ਦੀਆਂ ਹੱਕੀ ਮੰਗਾਂ ਤੁਰੰਤ ਪ੍ਰਵਾਨ ਕੀਤੀਆਂ ਜਾਣ। ਇਸ ਮੌਕੇ ਹੋਰਨਾਂ ਤੋਂ ਇਲਾਵਾ ਕਈ ਪਤਵੰਤੇ ਸੱਜਣ ਵੀ ਹਾਜ਼ਰ ਸਨ। ਅਖੀਰ ਵਿੱਚ ਸਭ ਦਾ ਧੰਨਵਾਦ ਕੀਤਾ ਗਿਆ ਅਤੇ ਅਟੁੱਟ ਲੰਗਰ ਵਰਤਾਇਆ ਗਿਆ। bbox=[353, 645, 463, 748]
invite-line-1: PLEASE JOIN US FOR THE FIRST BARSI bbox=[643, 1364, 771, 1372]
article-photo-1 bbox=[8, 1198, 225, 1292]
article-punjabi-language bbox=[768, 348, 937, 606]
photo-caption: ਇੰਦਰਪ੍ਰੀਤ ਸਿੰਘ ਮਾਨ bbox=[835, 496, 870, 502]
article-text: ਲੁਧਿਆਣਾ, 15 ਫਰਵਰੀ (ਪੱਤਰ ਪ੍ਰੇਰਕ) ਅਮਰੀਕਾ ਤੋਂ ਡਿਪੋਰਟ ਹੋ ਕੇ ਆਏ ਨੌਜਵਾਨਾਂ ਨਾਲ ਹਮਦਰਦੀ ਪ੍ਰਗਟਾਉਂਦਿਆਂ ਆਗੂਆਂ ਨੇ ਕਿਹਾ ਕਿ ਸਰਕਾਰ ਨੂੰ ਇਨ੍ਹਾਂ ਨੌਜਵਾਨਾਂ ਦੇ ਮੁੜ ਵਸੇਬੇ ਲਈ ਯੋਗ ਕਦਮ ਚੁੱਕਣੇ ਚਾਹੀਦੇ ਹਨ। ਪੱਤਰ ਪ੍ਰੇਰਕ ਅਨੁਸਾਰ ਸਮਾਗਮ ਦੌਰਾਨ ਵੱਡੀ ਗਿਣਤੀ ਵਿੱਚ ਸੰਗਤਾਂ ਨੇ ਹਾਜ਼ਰੀ ਭਰੀ ਅਤੇ ਗੁਰਬਾਣੀ ਦਾ ਰਸ ਮਾਣਿਆ। ਇਸ ਮੌਕੇ ਆਗੂਆਂ ਨੇ ਕਿਹਾ ਕਿ ਪੰਥਕ ਏਕਤਾ ਸਮੇਂ ਦੀ ਮੁੱਖ ਲੋੜ ਹੈ ਅਤੇ ਸਾਰਿਆਂ ਨੂੰ ਰਲ ਮਿਲ ਕੇ ਕੰਮ ਕਰਨਾ ਚਾਹੀਦਾ ਹੈ। ਉਨ੍ਹਾਂ ਸਰਕਾਰ ਤੋਂ ਮੰਗ ਕੀਤੀ ਕਿ ਲੋਕਾਂ ਦੀਆਂ ਹੱਕੀ ਮੰਗਾਂ ਤੁਰੰਤ ਪ੍ਰਵਾਨ ਕੀਤੀਆਂ ਜਾਣ। ਇਸ ਮੌਕੇ ਹੋਰਨਾਂ ਤੋਂ ਇਲਾਵਾ ਕਈ ਪਤਵੰਤੇ ਸੱਜਣ ਵੀ ਹਾਜ਼ਰ ਸਨ। ਅਖੀਰ ਵਿੱਚ ਸਭ ਦਾ ਧੰਨਵਾਦ ਕੀਤਾ ਗਿਆ ਅਤੇ ਅਟੁੱਟ ਲੰਗਰ ਵਰਤਾਇਆ ਗਿਆ। ਪੱਤਰ ਪ੍ਰੇਰਕ ਅਨੁਸਾਰ ਸਮਾਗਮ ਦੌਰਾਨ ਵੱਡੀ ਗਿਣਤੀ ਵਿੱਚ ਸੰਗਤਾਂ ਨੇ ਹਾਜ਼ਰੀ ਭਰੀ ਅਤੇ ਗੁਰਬਾਣੀ ਦਾ ਰਸ ਮਾਣਿਆ। ਇਸ ਮੌਕੇ ਆਗੂਆਂ ਨੇ ਕਿਹਾ ਕਿ ਪੰਥਕ ਏਕਤਾ ਸਮੇਂ ਦੀ ਮੁੱਖ ਲੋੜ ਹੈ ਅਤੇ ਸਾਰਿਆਂ ਨੂੰ ਰਲ ਮਿਲ ਕੇ ਕੰਮ ਕਰਨਾ ਚਾਹੀਦਾ ਹੈ। ਉਨ੍ਹਾਂ ਸਰਕਾਰ ਤੋਂ ਮੰਗ ਕੀਤੀ ਕਿ ਲੋਕਾਂ ਦੀਆਂ ਹੱਕੀ ਮੰਗਾਂ ਤੁਰੰਤ ਪ੍ਰਵਾਨ ਕੀਤੀਆਂ ਜਾਣ। ਇਸ ਮੌਕੇ ਹੋਰਨਾਂ ਤੋਂ ਇਲਾਵਾ ਕਈ ਪਤਵੰਤੇ ਸੱਜਣ ਵੀ ਹਾਜ਼ਰ ਸਨ। ਅਖੀਰ ਵਿੱਚ ਸਭ ਦਾ ਧੰਨਵਾਦ ਕੀਤਾ ਗਿਆ ਅਤੇ ਅਟੁੱਟ ਲੰਗਰ ਵਰਤਾਇਆ ਗਿਆ। bbox=[8, 393, 176, 527]
article-ravidas-avtar-diwas bbox=[713, 615, 937, 877]
row-bottom bbox=[8, 1163, 937, 1518]
mobile-line: MOBILE : +919814566048 bbox=[518, 1490, 593, 1497]
article-photo bbox=[859, 373, 937, 461]
